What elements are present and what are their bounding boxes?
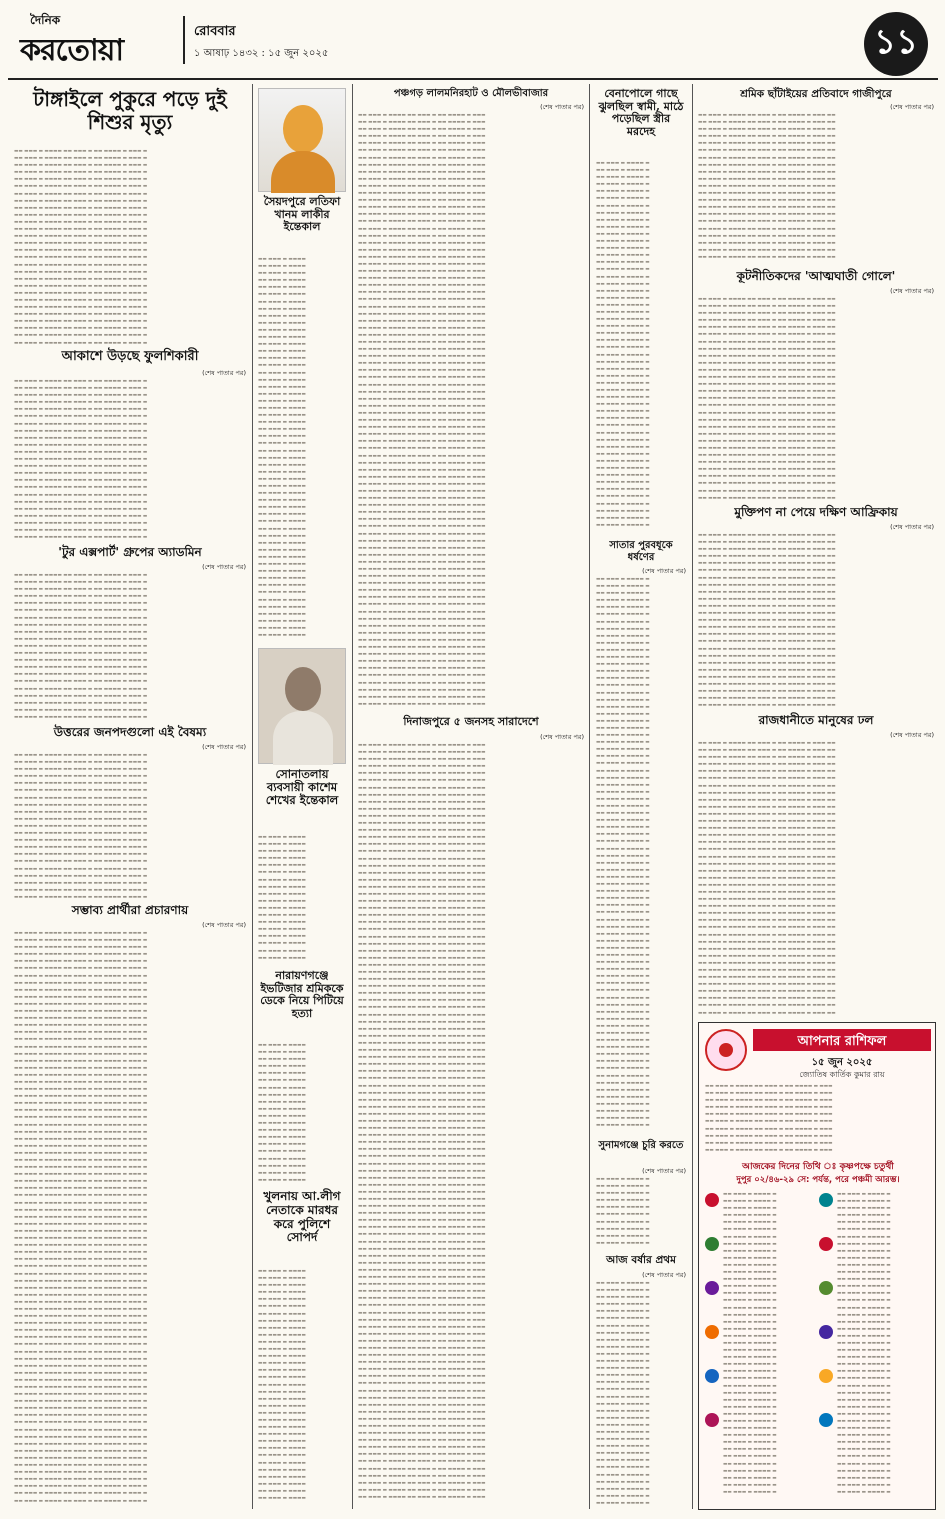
article-body: ▬▬ ▬▬▬ ▬ ▬▬▬▬ ▬▬ ▬▬▬ ▬ ▬▬▬▬ ▬▬ ▬▬▬ ▬ ▬▬▬▬ ▬▬ ▬▬▬ ▬ ▬▬▬▬ ▬▬ ▬▬▬ ▬ ▬▬▬▬ ▬▬ ▬▬▬ ▬ ▬▬▬▬ ▬▬ ▬▬▬ ▬ ▬▬▬▬ ▬▬ ▬▬▬ ▬ ▬▬▬▬ ▬▬ ▬▬▬ ▬ ▬▬▬▬ ▬▬ ▬▬▬ ▬ ▬▬▬▬ ▬▬ ▬▬▬ ▬ ▬▬▬▬ ▬▬ ▬▬▬ ▬ ▬▬▬▬ ▬▬ ▬▬▬ ▬ ▬▬▬▬ ▬▬ ▬▬▬ ▬ ▬▬▬▬ ▬▬ ▬▬▬ ▬ ▬▬▬▬ ▬▬ ▬▬▬ ▬ ▬▬▬▬ ▬▬ ▬▬▬ ▬ ▬▬▬▬ ▬▬ ▬▬▬ ▬ ▬▬▬▬ ▬▬ ▬▬▬ ▬ ▬▬▬▬ ▬▬ ▬▬▬ ▬ ▬▬▬▬ ▬▬ ▬▬▬ ▬ ▬▬▬▬ ▬▬ ▬▬▬ ▬ ▬▬▬▬ ▬▬ ▬▬▬ ▬ ▬▬▬▬ ▬▬ ▬▬▬ ▬ ▬▬▬▬ ▬▬ ▬▬▬ ▬ ▬▬▬▬ ▬▬ ▬▬▬ ▬ ▬▬▬▬ ▬▬ ▬▬▬ ▬ ▬▬▬▬ ▬▬ ▬▬▬ ▬ ▬▬▬▬ ▬▬ ▬▬▬ ▬ ▬▬▬▬ ▬▬ ▬▬▬ ▬ ▬▬▬▬ ▬▬ ▬▬▬ ▬ ▬▬▬▬ ▬▬ ▬▬▬ ▬ ▬▬▬▬ ▬▬ ▬▬▬ ▬ ▬▬▬▬ ▬▬ ▬▬▬ ▬ ▬▬▬▬ ▬▬ ▬▬▬ ▬ ▬▬▬▬ ▬▬ ▬▬▬ ▬ ▬▬▬▬ ▬▬ ▬▬▬ ▬ ▬▬▬▬ ▬▬ ▬▬▬ ▬ ▬▬▬▬ ▬▬ ▬▬▬ ▬ ▬▬▬▬ ▬▬ ▬▬▬ ▬ ▬▬▬▬ ▬▬ ▬▬▬ ▬ ▬▬▬▬ ▬▬ ▬▬▬ ▬ ▬▬▬▬ ▬▬ ▬▬▬ ▬ ▬▬▬▬ ▬▬ ▬▬▬ ▬ ▬▬▬▬ ▬▬ ▬▬▬ ▬ ▬▬▬▬ ▬▬ ▬▬▬ ▬ ▬▬▬▬ ▬▬ ▬▬▬ ▬ ▬▬▬▬ ▬▬ ▬▬▬ ▬ ▬▬▬▬ ▬▬ ▬▬▬ ▬ ▬▬▬▬ ▬▬ ▬▬▬ ▬ ▬▬▬▬ ▬▬ ▬▬▬ ▬ ▬▬▬▬ ▬▬ ▬▬▬ ▬ ▬▬▬▬ ▬▬ ▬▬▬ ▬ ▬▬▬▬ ▬▬ ▬▬▬ ▬ ▬▬▬▬ bbox=[258, 257, 306, 638]
article-body: ▬▬ ▬▬▬ ▬ ▬▬▬▬ ▬▬ ▬▬▬ ▬ ▬▬ ▬▬▬▬ ▬ ▬▬▬ ▬▬ ▬▬ ▬▬▬ ▬ ▬▬▬▬ ▬▬ ▬▬▬ ▬ ▬▬ ▬▬▬▬ ▬ ▬▬▬ ▬▬ ▬▬ ▬▬▬ ▬ ▬▬▬▬ ▬▬ ▬▬▬ ▬ ▬▬ ▬▬▬▬ ▬ ▬▬▬ ▬▬ ▬▬ ▬▬▬ ▬ ▬▬▬▬ ▬▬ ▬▬▬ ▬ ▬▬ ▬▬▬▬ ▬ ▬▬▬ ▬▬ ▬▬ ▬▬▬ ▬ ▬▬▬▬ ▬▬ ▬▬▬ ▬ ▬▬ ▬▬▬▬ ▬ ▬▬▬ ▬▬ ▬▬ ▬▬▬ ▬ ▬▬▬▬ ▬▬ ▬▬▬ ▬ ▬▬ ▬▬▬▬ ▬ ▬▬▬ ▬▬ ▬▬ ▬▬▬ ▬ ▬▬▬▬ ▬▬ ▬▬▬ ▬ ▬▬ ▬▬▬▬ ▬ ▬▬▬ ▬▬ ▬▬ ▬▬▬ ▬ ▬▬▬▬ ▬▬ ▬▬▬ ▬ ▬▬ ▬▬▬▬ ▬ ▬▬▬ ▬▬ ▬▬ ▬▬▬ ▬ ▬▬▬▬ ▬▬ ▬▬▬ ▬ ▬▬ ▬▬▬▬ ▬ ▬▬▬ ▬▬ ▬▬ ▬▬▬ ▬ ▬▬▬▬ ▬▬ ▬▬▬ ▬ ▬▬ ▬▬▬▬ ▬ ▬▬▬ ▬▬ ▬▬ ▬▬▬ ▬ ▬▬▬▬ ▬▬ ▬▬▬ ▬ ▬▬ ▬▬▬▬ ▬ ▬▬▬ ▬▬ ▬▬ ▬▬▬ ▬ ▬▬▬▬ ▬▬ ▬▬▬ ▬ ▬▬ ▬▬▬▬ ▬ ▬▬▬ ▬▬ ▬▬ ▬▬▬ ▬ ▬▬▬▬ ▬▬ ▬▬▬ ▬ ▬▬ ▬▬▬▬ ▬ ▬▬▬ ▬▬ ▬▬ ▬▬▬ ▬ ▬▬▬▬ ▬▬ ▬▬▬ ▬ ▬▬ ▬▬▬▬ ▬ ▬▬▬ ▬▬ ▬▬ ▬▬▬ ▬ ▬▬▬▬ ▬▬ ▬▬▬ ▬ ▬▬ ▬▬▬▬ ▬ ▬▬▬ ▬▬ ▬▬ ▬▬▬ ▬ ▬▬▬▬ ▬▬ ▬▬▬ ▬ ▬▬ ▬▬▬▬ ▬ ▬▬▬ ▬▬ ▬▬ ▬▬▬ ▬ ▬▬▬▬ ▬▬ ▬▬▬ ▬ ▬▬ ▬▬▬▬ ▬ ▬▬▬ ▬▬ ▬▬ ▬▬▬ ▬ ▬▬▬▬ ▬▬ ▬▬▬ ▬ ▬▬ ▬▬▬▬ ▬ ▬▬▬ ▬▬ ▬▬ ▬▬▬ ▬ ▬▬▬▬ ▬▬ ▬▬▬ ▬ ▬▬ ▬▬▬▬ ▬ ▬▬▬ ▬▬ ▬▬ ▬▬▬ ▬ ▬▬▬▬ ▬▬ ▬▬▬ ▬ ▬▬ ▬▬▬▬ ▬ ▬▬▬ ▬▬ ▬▬ ▬▬▬ ▬ ▬▬▬▬ ▬▬ ▬▬▬ ▬ ▬▬ ▬▬▬▬ ▬ ▬▬▬ ▬▬ ▬▬ ▬▬▬ ▬ ▬▬▬▬ ▬▬ ▬▬▬ ▬ ▬▬ ▬▬▬▬ ▬ ▬▬▬ ▬▬ ▬▬ ▬▬▬ ▬ ▬▬▬▬ ▬▬ ▬▬▬ ▬ ▬▬ ▬▬▬▬ ▬ ▬▬▬ ▬▬ ▬▬ ▬▬▬ ▬ ▬▬▬▬ ▬▬ ▬▬▬ ▬ ▬▬ ▬▬▬▬ ▬ ▬▬▬ ▬▬ ▬▬ ▬▬▬ ▬ ▬▬▬▬ ▬▬ ▬▬▬ ▬ ▬▬ ▬▬▬▬ ▬ ▬▬▬ ▬▬ bbox=[698, 533, 836, 709]
column-rule bbox=[692, 84, 693, 1509]
horoscope-title: আপনার রাশিফল bbox=[797, 1034, 887, 1049]
zodiac-taurus-icon bbox=[705, 1237, 719, 1251]
masthead-rule bbox=[8, 78, 938, 80]
headline-diplomats: কূটনীতিকদের 'আত্মঘাতী গোলে' bbox=[736, 269, 896, 283]
column-rule bbox=[352, 84, 353, 1509]
headline-benapole: বেনাপোলে গাছে ঝুলছিল স্বামী, মাঠে পড়েছিল স্ত্রীর মরদেহ bbox=[598, 87, 684, 138]
headline-narayanganj: নারায়ণগঞ্জে ইভটিজার শ্রমিককে ডেকে নিয়ে পিটিয়ে হত্যা bbox=[260, 969, 344, 1020]
zodiac-capricorn-icon bbox=[819, 1325, 833, 1339]
headline-tour-expert: 'টুর এক্সপার্ট' গ্রুপের অ্যাডমিন bbox=[58, 545, 202, 559]
horoscope-tithi: আজকের দিনের তিথি ঃ কৃষ্ণপক্ষে চতুর্থী bbox=[742, 1162, 894, 1172]
masthead-divider bbox=[183, 16, 185, 64]
zodiac-aquarius-icon bbox=[819, 1369, 833, 1383]
column-rule bbox=[252, 84, 253, 1509]
masthead-dainik: দৈনিক bbox=[30, 13, 61, 27]
horoscope-box bbox=[698, 1022, 936, 1510]
headline-obituary-kashem: সোনাতলায় ব্যবসায়ী কাশেম শেখের ইন্তেকাল bbox=[265, 767, 339, 808]
zodiac-gemini-icon bbox=[705, 1281, 719, 1295]
zodiac-leo-icon bbox=[705, 1369, 719, 1383]
horoscope-left-text: ▬▬ ▬▬▬ ▬ ▬▬▬▬ ▬ ▬▬ ▬▬▬ ▬ ▬▬▬▬ ▬ ▬▬ ▬▬▬ ▬ ▬▬▬▬ ▬ ▬▬ ▬▬▬ ▬ ▬▬▬▬ ▬ ▬▬ ▬▬▬ ▬ ▬▬▬▬ ▬ ▬▬ ▬▬▬ ▬ ▬▬▬▬ ▬ ▬▬ ▬▬▬ ▬ ▬▬▬▬ ▬ ▬▬ ▬▬▬ ▬ ▬▬▬▬ ▬ ▬▬ ▬▬▬ ▬ ▬▬▬▬ ▬ ▬▬ ▬▬▬ ▬ ▬▬▬▬ ▬ ▬▬ ▬▬▬ ▬ ▬▬▬▬ ▬ ▬▬ ▬▬▬ ▬ ▬▬▬▬ ▬ ▬▬ ▬▬▬ ▬ ▬▬▬▬ ▬ ▬▬ ▬▬▬ ▬ ▬▬▬▬ ▬ ▬▬ ▬▬▬ ▬ ▬▬▬▬ ▬ ▬▬ ▬▬▬ ▬ ▬▬▬▬ ▬ ▬▬ ▬▬▬ ▬ ▬▬▬▬ ▬ ▬▬ ▬▬▬ ▬ ▬▬▬▬ ▬ ▬▬ ▬▬▬ ▬ ▬▬▬▬ ▬ ▬▬ ▬▬▬ ▬ ▬▬▬▬ ▬ ▬▬ ▬▬▬ ▬ ▬▬▬▬ ▬ ▬▬ ▬▬▬ ▬ ▬▬▬▬ ▬ ▬▬ ▬▬▬ ▬ ▬▬▬▬ ▬ ▬▬ ▬▬▬ ▬ ▬▬▬▬ ▬ ▬▬ ▬▬▬ ▬ ▬▬▬▬ ▬ ▬▬ ▬▬▬ ▬ ▬▬▬▬ ▬ ▬▬ ▬▬▬ ▬ ▬▬▬▬ ▬ ▬▬ ▬▬▬ ▬ ▬▬▬▬ ▬ ▬▬ ▬▬▬ ▬ ▬▬▬▬ ▬ ▬▬ ▬▬▬ ▬ ▬▬▬▬ ▬ ▬▬ ▬▬▬ ▬ ▬▬▬▬ ▬ ▬▬ ▬▬▬ ▬ ▬▬▬▬ ▬ ▬▬ ▬▬▬ ▬ ▬▬▬▬ ▬ ▬▬ ▬▬▬ ▬ ▬▬▬▬ ▬ ▬▬ ▬▬▬ ▬ ▬▬▬▬ ▬ ▬▬ ▬▬▬ ▬ ▬▬▬▬ ▬ ▬▬ ▬▬▬ ▬ ▬▬▬▬ ▬ ▬▬ ▬▬▬ ▬ ▬▬▬▬ ▬ ▬▬ ▬▬▬ ▬ ▬▬▬▬ ▬ ▬▬ ▬▬▬ ▬ ▬▬▬▬ ▬ ▬▬ ▬▬▬ ▬ ▬▬▬▬ ▬ ▬▬ ▬▬▬ ▬ ▬▬▬▬ ▬ ▬▬ ▬▬▬ ▬ ▬▬▬▬ ▬ bbox=[723, 1192, 777, 1495]
headline-north-discrimination: উত্তরের জনপদগুলো এই বৈষম্য bbox=[53, 725, 207, 739]
headline-tangail: টাঙ্গাইলে পুকুরে পড়ে দুই শিশুর মৃত্যু bbox=[33, 87, 227, 134]
page-number: ১১ bbox=[864, 12, 928, 76]
horoscope-right-text: ▬▬ ▬▬▬ ▬ ▬▬▬▬ ▬ ▬▬ ▬▬▬ ▬ ▬▬▬▬ ▬ ▬▬ ▬▬▬ ▬ ▬▬▬▬ ▬ ▬▬ ▬▬▬ ▬ ▬▬▬▬ ▬ ▬▬ ▬▬▬ ▬ ▬▬▬▬ ▬ ▬▬ ▬▬▬ ▬ ▬▬▬▬ ▬ ▬▬ ▬▬▬ ▬ ▬▬▬▬ ▬ ▬▬ ▬▬▬ ▬ ▬▬▬▬ ▬ ▬▬ ▬▬▬ ▬ ▬▬▬▬ ▬ ▬▬ ▬▬▬ ▬ ▬▬▬▬ ▬ ▬▬ ▬▬▬ ▬ ▬▬▬▬ ▬ ▬▬ ▬▬▬ ▬ ▬▬▬▬ ▬ ▬▬ ▬▬▬ ▬ ▬▬▬▬ ▬ ▬▬ ▬▬▬ ▬ ▬▬▬▬ ▬ ▬▬ ▬▬▬ ▬ ▬▬▬▬ ▬ ▬▬ ▬▬▬ ▬ ▬▬▬▬ ▬ ▬▬ ▬▬▬ ▬ ▬▬▬▬ ▬ ▬▬ ▬▬▬ ▬ ▬▬▬▬ ▬ ▬▬ ▬▬▬ ▬ ▬▬▬▬ ▬ ▬▬ ▬▬▬ ▬ ▬▬▬▬ ▬ ▬▬ ▬▬▬ ▬ ▬▬▬▬ ▬ ▬▬ ▬▬▬ ▬ ▬▬▬▬ ▬ ▬▬ ▬▬▬ ▬ ▬▬▬▬ ▬ ▬▬ ▬▬▬ ▬ ▬▬▬▬ ▬ ▬▬ ▬▬▬ ▬ ▬▬▬▬ ▬ ▬▬ ▬▬▬ ▬ ▬▬▬▬ ▬ ▬▬ ▬▬▬ ▬ ▬▬▬▬ ▬ ▬▬ ▬▬▬ ▬ ▬▬▬▬ ▬ ▬▬ ▬▬▬ ▬ ▬▬▬▬ ▬ ▬▬ ▬▬▬ ▬ ▬▬▬▬ ▬ ▬▬ ▬▬▬ ▬ ▬▬▬▬ ▬ ▬▬ ▬▬▬ ▬ ▬▬▬▬ ▬ ▬▬ ▬▬▬ ▬ ▬▬▬▬ ▬ ▬▬ ▬▬▬ ▬ ▬▬▬▬ ▬ ▬▬ ▬▬▬ ▬ ▬▬▬▬ ▬ ▬▬ ▬▬▬ ▬ ▬▬▬▬ ▬ ▬▬ ▬▬▬ ▬ ▬▬▬▬ ▬ ▬▬ ▬▬▬ ▬ ▬▬▬▬ ▬ ▬▬ ▬▬▬ ▬ ▬▬▬▬ ▬ ▬▬ ▬▬▬ ▬ ▬▬▬▬ ▬ ▬▬ ▬▬▬ ▬ ▬▬▬▬ ▬ ▬▬ ▬▬▬ ▬ ▬▬▬▬ ▬ ▬▬ ▬▬▬ ▬ ▬▬▬▬ ▬ bbox=[837, 1192, 891, 1495]
headline-sunamganj: সুনামগঞ্জে চুরি করতে bbox=[598, 1140, 684, 1151]
continued-note: (শেষ পাতার পর) bbox=[540, 733, 584, 741]
article-body: ▬▬ ▬▬▬ ▬ ▬▬▬▬ ▬▬ ▬▬▬ ▬ ▬▬ ▬▬▬▬ ▬ ▬▬▬ ▬▬ ▬▬ ▬▬▬ ▬ ▬▬▬▬ ▬▬ ▬▬▬ ▬ ▬▬ ▬▬▬▬ ▬ ▬▬▬ ▬▬ ▬▬ ▬▬▬ ▬ ▬▬▬▬ ▬▬ ▬▬▬ ▬ ▬▬ ▬▬▬▬ ▬ ▬▬▬ ▬▬ ▬▬ ▬▬▬ ▬ ▬▬▬▬ ▬▬ ▬▬▬ ▬ ▬▬ ▬▬▬▬ ▬ ▬▬▬ ▬▬ ▬▬ ▬▬▬ ▬ ▬▬▬▬ ▬▬ ▬▬▬ ▬ ▬▬ ▬▬▬▬ ▬ ▬▬▬ ▬▬ ▬▬ ▬▬▬ ▬ ▬▬▬▬ ▬▬ ▬▬▬ ▬ ▬▬ ▬▬▬▬ ▬ ▬▬▬ ▬▬ ▬▬ ▬▬▬ ▬ ▬▬▬▬ ▬▬ ▬▬▬ ▬ ▬▬ ▬▬▬▬ ▬ ▬▬▬ ▬▬ ▬▬ ▬▬▬ ▬ ▬▬▬▬ ▬▬ ▬▬▬ ▬ ▬▬ ▬▬▬▬ ▬ ▬▬▬ ▬▬ ▬▬ ▬▬▬ ▬ ▬▬▬▬ ▬▬ ▬▬▬ ▬ ▬▬ ▬▬▬▬ ▬ ▬▬▬ ▬▬ ▬▬ ▬▬▬ ▬ ▬▬▬▬ ▬▬ ▬▬▬ ▬ ▬▬ ▬▬▬▬ ▬ ▬▬▬ ▬▬ ▬▬ ▬▬▬ ▬ ▬▬▬▬ ▬▬ ▬▬▬ ▬ ▬▬ ▬▬▬▬ ▬ ▬▬▬ ▬▬ ▬▬ ▬▬▬ ▬ ▬▬▬▬ ▬▬ ▬▬▬ ▬ ▬▬ ▬▬▬▬ ▬ ▬▬▬ ▬▬ ▬▬ ▬▬▬ ▬ ▬▬▬▬ ▬▬ ▬▬▬ ▬ ▬▬ ▬▬▬▬ ▬ ▬▬▬ ▬▬ ▬▬ ▬▬▬ ▬ ▬▬▬▬ ▬▬ ▬▬▬ ▬ ▬▬ ▬▬▬▬ ▬ ▬▬▬ ▬▬ ▬▬ ▬▬▬ ▬ ▬▬▬▬ ▬▬ ▬▬▬ ▬ ▬▬ ▬▬▬▬ ▬ ▬▬▬ ▬▬ ▬▬ ▬▬▬ ▬ ▬▬▬▬ ▬▬ ▬▬▬ ▬ ▬▬ ▬▬▬▬ ▬ ▬▬▬ ▬▬ ▬▬ ▬▬▬ ▬ ▬▬▬▬ ▬▬ ▬▬▬ ▬ ▬▬ ▬▬▬▬ ▬ ▬▬▬ ▬▬ ▬▬ ▬▬▬ ▬ ▬▬▬▬ ▬▬ ▬▬▬ ▬ ▬▬ ▬▬▬▬ ▬ ▬▬▬ ▬▬ ▬▬ ▬▬▬ ▬ ▬▬▬▬ ▬▬ ▬▬▬ ▬ ▬▬ ▬▬▬▬ ▬ ▬▬▬ ▬▬ ▬▬ ▬▬▬ ▬ ▬▬▬▬ ▬▬ ▬▬▬ ▬ ▬▬ ▬▬▬▬ ▬ ▬▬▬ ▬▬ ▬▬ ▬▬▬ ▬ ▬▬▬▬ ▬▬ ▬▬▬ ▬ ▬▬ ▬▬▬▬ ▬ ▬▬▬ ▬▬ ▬▬ ▬▬▬ ▬ ▬▬▬▬ ▬▬ ▬▬▬ ▬ ▬▬ ▬▬▬▬ ▬ ▬▬▬ ▬▬ ▬▬ ▬▬▬ ▬ ▬▬▬▬ ▬▬ ▬▬▬ ▬ ▬▬ ▬▬▬▬ ▬ ▬▬▬ ▬▬ ▬▬ ▬▬▬ ▬ ▬▬▬▬ ▬▬ ▬▬▬ ▬ ▬▬ ▬▬▬▬ ▬ ▬▬▬ ▬▬ ▬▬ ▬▬▬ ▬ ▬▬▬▬ ▬▬ ▬▬▬ ▬ ▬▬ ▬▬▬▬ ▬ ▬▬▬ ▬▬ ▬▬ ▬▬▬ ▬ ▬▬▬▬ ▬▬ ▬▬▬ ▬ ▬▬ ▬▬▬▬ ▬ ▬▬▬ ▬▬ ▬▬ ▬▬▬ ▬ ▬▬▬▬ ▬▬ ▬▬▬ ▬ ▬▬ ▬▬▬▬ ▬ ▬▬▬ ▬▬ ▬▬ ▬▬▬ ▬ ▬▬▬▬ ▬▬ ▬▬▬ ▬ ▬▬ ▬▬▬▬ ▬ ▬▬▬ ▬▬ ▬▬ ▬▬▬ ▬ ▬▬▬▬ ▬▬ ▬▬▬ ▬ ▬▬ ▬▬▬▬ ▬ ▬▬▬ ▬▬ ▬▬ ▬▬▬ ▬ ▬▬▬▬ ▬▬ ▬▬▬ ▬ ▬▬ ▬▬▬▬ ▬ ▬▬▬ ▬▬ ▬▬ ▬▬▬ ▬ ▬▬▬▬ ▬▬ ▬▬▬ ▬ ▬▬ ▬▬▬▬ ▬ ▬▬▬ ▬▬ ▬▬ ▬▬▬ ▬ ▬▬▬▬ ▬▬ ▬▬▬ ▬ ▬▬ ▬▬▬▬ ▬ ▬▬▬ ▬▬ ▬▬ ▬▬▬ ▬ ▬▬▬▬ ▬▬ ▬▬▬ ▬ ▬▬ ▬▬▬▬ ▬ ▬▬▬ ▬▬ ▬▬ ▬▬▬ ▬ ▬▬▬▬ ▬▬ ▬▬▬ ▬ ▬▬ ▬▬▬▬ ▬ ▬▬▬ ▬▬ ▬▬ ▬▬▬ ▬ ▬▬▬▬ ▬▬ ▬▬▬ ▬ ▬▬ ▬▬▬▬ ▬ ▬▬▬ ▬▬ ▬▬ ▬▬▬ ▬ ▬▬▬▬ ▬▬ ▬▬▬ ▬ ▬▬ ▬▬▬▬ ▬ ▬▬▬ ▬▬ ▬▬ ▬▬▬ ▬ ▬▬▬▬ ▬▬ ▬▬▬ ▬ ▬▬ ▬▬▬▬ ▬ ▬▬▬ ▬▬ ▬▬ ▬▬▬ ▬ ▬▬▬▬ ▬▬ ▬▬▬ ▬ ▬▬ ▬▬▬▬ ▬ ▬▬▬ ▬▬ ▬▬ ▬▬▬ ▬ ▬▬▬▬ ▬▬ ▬▬▬ ▬ ▬▬ ▬▬▬▬ ▬ ▬▬▬ ▬▬ bbox=[698, 741, 836, 1016]
headline-khulna: খুলনায় আ.লীগ নেতাকে মারধর করে পুলিশে সোপর্দ bbox=[263, 1189, 341, 1245]
continued-note: (শেষ পাতার পর) bbox=[890, 103, 934, 111]
masthead-name: করতোয়া bbox=[20, 33, 124, 68]
continued-note: (শেষ পাতার পর) bbox=[540, 103, 584, 111]
article-body: ▬▬ ▬▬▬ ▬ ▬▬▬▬ ▬▬ ▬▬▬ ▬ ▬▬▬▬ ▬▬ ▬▬▬ ▬ ▬▬▬▬ ▬▬ ▬▬▬ ▬ ▬▬▬▬ ▬▬ ▬▬▬ ▬ ▬▬▬▬ ▬▬ ▬▬▬ ▬ ▬▬▬▬ ▬▬ ▬▬▬ ▬ ▬▬▬▬ ▬▬ ▬▬▬ ▬ ▬▬▬▬ ▬▬ ▬▬▬ ▬ ▬▬▬▬ ▬▬ ▬▬▬ ▬ ▬▬▬▬ ▬▬ ▬▬▬ ▬ ▬▬▬▬ ▬▬ ▬▬▬ ▬ ▬▬▬▬ ▬▬ ▬▬▬ ▬ ▬▬▬▬ ▬▬ ▬▬▬ ▬ ▬▬▬▬ ▬▬ ▬▬▬ ▬ ▬▬▬▬ ▬▬ ▬▬▬ ▬ ▬▬▬▬ ▬▬ ▬▬▬ ▬ ▬▬▬▬ ▬▬ ▬▬▬ ▬ ▬▬▬▬ ▬▬ ▬▬▬ ▬ ▬▬▬▬ ▬▬ ▬▬▬ ▬ ▬▬▬▬ bbox=[258, 1043, 306, 1183]
continued-note: (শেষ পাতার পর) bbox=[890, 523, 934, 531]
article-body: ▬▬ ▬▬▬ ▬ ▬▬▬▬ ▬▬ ▬▬▬ ▬ ▬▬ ▬▬▬▬ ▬ ▬▬▬ ▬ ▬▬ ▬▬▬ ▬ ▬▬▬▬ ▬▬ ▬▬▬ ▬ ▬▬ ▬▬▬▬ ▬ ▬▬▬ ▬ ▬▬ ▬▬▬ ▬ ▬▬▬▬ ▬▬ ▬▬▬ ▬ ▬▬ ▬▬▬▬ ▬ ▬▬▬ ▬ ▬▬ ▬▬▬ ▬ ▬▬▬▬ ▬▬ ▬▬▬ ▬ ▬▬ ▬▬▬▬ ▬ ▬▬▬ ▬ ▬▬ ▬▬▬ ▬ ▬▬▬▬ ▬▬ ▬▬▬ ▬ ▬▬ ▬▬▬▬ ▬ ▬▬▬ ▬ ▬▬ ▬▬▬ ▬ ▬▬▬▬ ▬▬ ▬▬▬ ▬ ▬▬ ▬▬▬▬ ▬ ▬▬▬ ▬ ▬▬ ▬▬▬ ▬ ▬▬▬▬ ▬▬ ▬▬▬ ▬ ▬▬ ▬▬▬▬ ▬ ▬▬▬ ▬ ▬▬ ▬▬▬ ▬ ▬▬▬▬ ▬▬ ▬▬▬ ▬ ▬▬ ▬▬▬▬ ▬ ▬▬▬ ▬ ▬▬ ▬▬▬ ▬ ▬▬▬▬ ▬▬ ▬▬▬ ▬ ▬▬ ▬▬▬▬ ▬ ▬▬▬ ▬ ▬▬ ▬▬▬ ▬ ▬▬▬▬ ▬▬ ▬▬▬ ▬ ▬▬ ▬▬▬▬ ▬ ▬▬▬ ▬ ▬▬ ▬▬▬ ▬ ▬▬▬▬ ▬▬ ▬▬▬ ▬ ▬▬ ▬▬▬▬ ▬ ▬▬▬ ▬ ▬▬ ▬▬▬ ▬ ▬▬▬▬ ▬▬ ▬▬▬ ▬ ▬▬ ▬▬▬▬ ▬ ▬▬▬ ▬ ▬▬ ▬▬▬ ▬ ▬▬▬▬ ▬▬ ▬▬▬ ▬ ▬▬ ▬▬▬▬ ▬ ▬▬▬ ▬ ▬▬ ▬▬▬ ▬ ▬▬▬▬ ▬▬ ▬▬▬ ▬ ▬▬ ▬▬▬▬ ▬ ▬▬▬ ▬ ▬▬ ▬▬▬ ▬ ▬▬▬▬ ▬▬ ▬▬▬ ▬ ▬▬ ▬▬▬▬ ▬ ▬▬▬ ▬ ▬▬ ▬▬▬ ▬ ▬▬▬▬ ▬▬ ▬▬▬ ▬ ▬▬ ▬▬▬▬ ▬ ▬▬▬ ▬ ▬▬ ▬▬▬ ▬ ▬▬▬▬ ▬▬ ▬▬▬ ▬ ▬▬ ▬▬▬▬ ▬ ▬▬▬ ▬ ▬▬ ▬▬▬ ▬ ▬▬▬▬ ▬▬ ▬▬▬ ▬ ▬▬ ▬▬▬▬ ▬ ▬▬▬ ▬ ▬▬ ▬▬▬ ▬ ▬▬▬▬ ▬▬ ▬▬▬ ▬ ▬▬ ▬▬▬▬ ▬ ▬▬▬ ▬ ▬▬ ▬▬▬ ▬ ▬▬▬▬ ▬▬ ▬▬▬ ▬ ▬▬ ▬▬▬▬ ▬ ▬▬▬ ▬ ▬▬ ▬▬▬ ▬ ▬▬▬▬ ▬▬ ▬▬▬ ▬ ▬▬ ▬▬▬▬ ▬ ▬▬▬ ▬ ▬▬ ▬▬▬ ▬ ▬▬▬▬ ▬▬ ▬▬▬ ▬ ▬▬ ▬▬▬▬ ▬ ▬▬▬ ▬ ▬▬ ▬▬▬ ▬ ▬▬▬▬ ▬▬ ▬▬▬ ▬ ▬▬ ▬▬▬▬ ▬ ▬▬▬ ▬ ▬▬ ▬▬▬ ▬ ▬▬▬▬ ▬▬ ▬▬▬ ▬ ▬▬ ▬▬▬▬ ▬ ▬▬▬ ▬ ▬▬ ▬▬▬ ▬ ▬▬▬▬ ▬▬ ▬▬▬ ▬ ▬▬ ▬▬▬▬ ▬ ▬▬▬ ▬ ▬▬ ▬▬▬ ▬ ▬▬▬▬ ▬▬ ▬▬▬ ▬ ▬▬ ▬▬▬▬ ▬ ▬▬▬ ▬ ▬▬ ▬▬▬ ▬ ▬▬▬▬ ▬▬ ▬▬▬ ▬ ▬▬ ▬▬▬▬ ▬ ▬▬▬ ▬ ▬▬ ▬▬▬ ▬ ▬▬▬▬ ▬▬ ▬▬▬ ▬ ▬▬ ▬▬▬▬ ▬ ▬▬▬ ▬ bbox=[14, 149, 148, 346]
headline-monsoon: আজ বর্ষার প্রথম bbox=[606, 1254, 676, 1266]
article-body: ▬▬ ▬▬▬ ▬ ▬▬▬▬ ▬▬ ▬▬▬ ▬ ▬▬ ▬▬▬▬ ▬ ▬▬▬ ▬ ▬▬ ▬▬▬ ▬ ▬▬▬▬ ▬▬ ▬▬▬ ▬ ▬▬ ▬▬▬▬ ▬ ▬▬▬ ▬ ▬▬ ▬▬▬ ▬ ▬▬▬▬ ▬▬ ▬▬▬ ▬ ▬▬ ▬▬▬▬ ▬ ▬▬▬ ▬ ▬▬ ▬▬▬ ▬ ▬▬▬▬ ▬▬ ▬▬▬ ▬ ▬▬ ▬▬▬▬ ▬ ▬▬▬ ▬ ▬▬ ▬▬▬ ▬ ▬▬▬▬ ▬▬ ▬▬▬ ▬ ▬▬ ▬▬▬▬ ▬ ▬▬▬ ▬ ▬▬ ▬▬▬ ▬ ▬▬▬▬ ▬▬ ▬▬▬ ▬ ▬▬ ▬▬▬▬ ▬ ▬▬▬ ▬ ▬▬ ▬▬▬ ▬ ▬▬▬▬ ▬▬ ▬▬▬ ▬ ▬▬ ▬▬▬▬ ▬ ▬▬▬ ▬ ▬▬ ▬▬▬ ▬ ▬▬▬▬ ▬▬ ▬▬▬ ▬ ▬▬ ▬▬▬▬ ▬ ▬▬▬ ▬ ▬▬ ▬▬▬ ▬ ▬▬▬▬ ▬▬ ▬▬▬ ▬ ▬▬ ▬▬▬▬ ▬ ▬▬▬ ▬ ▬▬ ▬▬▬ ▬ ▬▬▬▬ ▬▬ ▬▬▬ ▬ ▬▬ ▬▬▬▬ ▬ ▬▬▬ ▬ ▬▬ ▬▬▬ ▬ ▬▬▬▬ ▬▬ ▬▬▬ ▬ ▬▬ ▬▬▬▬ ▬ ▬▬▬ ▬ ▬▬ ▬▬▬ ▬ ▬▬▬▬ ▬▬ ▬▬▬ ▬ ▬▬ ▬▬▬▬ ▬ ▬▬▬ ▬ ▬▬ ▬▬▬ ▬ ▬▬▬▬ ▬▬ ▬▬▬ ▬ ▬▬ ▬▬▬▬ ▬ ▬▬▬ ▬ ▬▬ ▬▬▬ ▬ ▬▬▬▬ ▬▬ ▬▬▬ ▬ ▬▬ ▬▬▬▬ ▬ ▬▬▬ ▬ ▬▬ ▬▬▬ ▬ ▬▬▬▬ ▬▬ ▬▬▬ ▬ ▬▬ ▬▬▬▬ ▬ ▬▬▬ ▬ ▬▬ ▬▬▬ ▬ ▬▬▬▬ ▬▬ ▬▬▬ ▬ ▬▬ ▬▬▬▬ ▬ ▬▬▬ ▬ ▬▬ ▬▬▬ ▬ ▬▬▬▬ ▬▬ ▬▬▬ ▬ ▬▬ ▬▬▬▬ ▬ ▬▬▬ ▬ ▬▬ ▬▬▬ ▬ ▬▬▬▬ ▬▬ ▬▬▬ ▬ ▬▬ ▬▬▬▬ ▬ ▬▬▬ ▬ ▬▬ ▬▬▬ ▬ ▬▬▬▬ ▬▬ ▬▬▬ ▬ ▬▬ ▬▬▬▬ ▬ ▬▬▬ ▬ ▬▬ ▬▬▬ ▬ ▬▬▬▬ ▬▬ ▬▬▬ ▬ ▬▬ ▬▬▬▬ ▬ ▬▬▬ ▬ ▬▬ ▬▬▬ ▬ ▬▬▬▬ ▬▬ ▬▬▬ ▬ ▬▬ ▬▬▬▬ ▬ ▬▬▬ ▬ ▬▬ ▬▬▬ ▬ ▬▬▬▬ ▬▬ ▬▬▬ ▬ ▬▬ ▬▬▬▬ ▬ ▬▬▬ ▬ ▬▬ ▬▬▬ ▬ ▬▬▬▬ ▬▬ ▬▬▬ ▬ ▬▬ ▬▬▬▬ ▬ ▬▬▬ ▬ bbox=[14, 379, 148, 541]
article-body: ▬▬ ▬▬▬ ▬ ▬▬▬▬ ▬▬ ▬▬▬ ▬ ▬▬▬▬ ▬▬ ▬▬▬ ▬ ▬▬▬▬ ▬▬ ▬▬▬ ▬ ▬▬▬▬ ▬▬ ▬▬▬ ▬ ▬▬▬▬ ▬▬ ▬▬▬ ▬ ▬▬▬▬ ▬▬ ▬▬▬ ▬ ▬▬▬▬ ▬▬ ▬▬▬ ▬ ▬▬▬▬ ▬▬ ▬▬▬ ▬ ▬▬▬▬ ▬▬ ▬▬▬ ▬ ▬▬▬▬ ▬▬ ▬▬▬ ▬ ▬▬▬▬ ▬▬ ▬▬▬ ▬ ▬▬▬▬ ▬▬ ▬▬▬ ▬ ▬▬▬▬ ▬▬ ▬▬▬ ▬ ▬▬▬▬ ▬▬ ▬▬▬ ▬ ▬▬▬▬ ▬▬ ▬▬▬ ▬ ▬▬▬▬ ▬▬ ▬▬▬ ▬ ▬▬▬▬ ▬▬ ▬▬▬ ▬ ▬▬▬▬ ▬▬ ▬▬▬ ▬ ▬▬▬▬ ▬▬ ▬▬▬ ▬ ▬▬▬▬ ▬▬ ▬▬▬ ▬ ▬▬▬▬ ▬▬ ▬▬▬ ▬ ▬▬▬▬ ▬▬ ▬▬▬ ▬ ▬▬▬▬ ▬▬ ▬▬▬ ▬ ▬▬▬▬ ▬▬ ▬▬▬ ▬ ▬▬▬▬ ▬▬ ▬▬▬ ▬ ▬▬▬▬ ▬▬ ▬▬▬ ▬ ▬▬▬▬ ▬▬ ▬▬▬ ▬ ▬▬▬▬ ▬▬ ▬▬▬ ▬ ▬▬▬▬ ▬▬ ▬▬▬ ▬ ▬▬▬▬ ▬▬ ▬▬▬ ▬ ▬▬▬▬ ▬▬ ▬▬▬ ▬ ▬▬▬▬ ▬▬ ▬▬▬ ▬ ▬▬▬▬ bbox=[258, 1269, 306, 1501]
horoscope-emblem bbox=[705, 1029, 747, 1071]
headline-gazipur: শ্রমিক ছাঁটাইয়ের প্রতিবাদে গাজীপুরে bbox=[740, 88, 892, 100]
masthead-date: ১ আষাঢ় ১৪৩২ : ১৫ জুন ২০২৫ bbox=[194, 48, 329, 59]
article-body: ▬▬ ▬▬▬ ▬ ▬▬▬▬ ▬▬ ▬▬▬ ▬ ▬▬ ▬▬▬▬ ▬ ▬▬▬ ▬ ▬▬ ▬▬▬ ▬ ▬▬▬▬ ▬▬ ▬▬▬ ▬ ▬▬ ▬▬▬▬ ▬ ▬▬▬ ▬ ▬▬ ▬▬▬ ▬ ▬▬▬▬ ▬▬ ▬▬▬ ▬ ▬▬ ▬▬▬▬ ▬ ▬▬▬ ▬ ▬▬ ▬▬▬ ▬ ▬▬▬▬ ▬▬ ▬▬▬ ▬ ▬▬ ▬▬▬▬ ▬ ▬▬▬ ▬ ▬▬ ▬▬▬ ▬ ▬▬▬▬ ▬▬ ▬▬▬ ▬ ▬▬ ▬▬▬▬ ▬ ▬▬▬ ▬ ▬▬ ▬▬▬ ▬ ▬▬▬▬ ▬▬ ▬▬▬ ▬ ▬▬ ▬▬▬▬ ▬ ▬▬▬ ▬ ▬▬ ▬▬▬ ▬ ▬▬▬▬ ▬▬ ▬▬▬ ▬ ▬▬ ▬▬▬▬ ▬ ▬▬▬ ▬ ▬▬ ▬▬▬ ▬ ▬▬▬▬ ▬▬ ▬▬▬ ▬ ▬▬ ▬▬▬▬ ▬ ▬▬▬ ▬ ▬▬ ▬▬▬ ▬ ▬▬▬▬ ▬▬ ▬▬▬ ▬ ▬▬ ▬▬▬▬ ▬ ▬▬▬ ▬ ▬▬ ▬▬▬ ▬ ▬▬▬▬ ▬▬ ▬▬▬ ▬ ▬▬ ▬▬▬▬ ▬ ▬▬▬ ▬ ▬▬ ▬▬▬ ▬ ▬▬▬▬ ▬▬ ▬▬▬ ▬ ▬▬ ▬▬▬▬ ▬ ▬▬▬ ▬ ▬▬ ▬▬▬ ▬ ▬▬▬▬ ▬▬ ▬▬▬ ▬ ▬▬ ▬▬▬▬ ▬ ▬▬▬ ▬ ▬▬ ▬▬▬ ▬ ▬▬▬▬ ▬▬ ▬▬▬ ▬ ▬▬ ▬▬▬▬ ▬ ▬▬▬ ▬ ▬▬ ▬▬▬ ▬ ▬▬▬▬ ▬▬ ▬▬▬ ▬ ▬▬ ▬▬▬▬ ▬ ▬▬▬ ▬ ▬▬ ▬▬▬ ▬ ▬▬▬▬ ▬▬ ▬▬▬ ▬ ▬▬ ▬▬▬▬ ▬ ▬▬▬ ▬ ▬▬ ▬▬▬ ▬ ▬▬▬▬ ▬▬ ▬▬▬ ▬ ▬▬ ▬▬▬▬ ▬ ▬▬▬ ▬ ▬▬ ▬▬▬ ▬ ▬▬▬▬ ▬▬ ▬▬▬ ▬ ▬▬ ▬▬▬▬ ▬ ▬▬▬ ▬ ▬▬ ▬▬▬ ▬ ▬▬▬▬ ▬▬ ▬▬▬ ▬ ▬▬ ▬▬▬▬ ▬ ▬▬▬ ▬ ▬▬ ▬▬▬ ▬ ▬▬▬▬ ▬▬ ▬▬▬ ▬ ▬▬ ▬▬▬▬ ▬ ▬▬▬ ▬ ▬▬ ▬▬▬ ▬ ▬▬▬▬ ▬▬ ▬▬▬ ▬ ▬▬ ▬▬▬▬ ▬ ▬▬▬ ▬ ▬▬ ▬▬▬ ▬ ▬▬▬▬ ▬▬ ▬▬▬ ▬ ▬▬ ▬▬▬▬ ▬ ▬▬▬ ▬ ▬▬ ▬▬▬ ▬ ▬▬▬▬ ▬▬ ▬▬▬ ▬ ▬▬ ▬▬▬▬ ▬ ▬▬▬ ▬ ▬▬ ▬▬▬ ▬ ▬▬▬▬ ▬▬ ▬▬▬ ▬ ▬▬ ▬▬▬▬ ▬ ▬▬▬ ▬ ▬▬ ▬▬▬ ▬ ▬▬▬▬ ▬▬ ▬▬▬ ▬ ▬▬ ▬▬▬▬ ▬ ▬▬▬ ▬ ▬▬ ▬▬▬ ▬ ▬▬▬▬ ▬▬ ▬▬▬ ▬ ▬▬ ▬▬▬▬ ▬ ▬▬▬ ▬ ▬▬ ▬▬▬ ▬ ▬▬▬▬ ▬▬ ▬▬▬ ▬ ▬▬ ▬▬▬▬ ▬ ▬▬▬ ▬ ▬▬ ▬▬▬ ▬ ▬▬▬▬ ▬▬ ▬▬▬ ▬ ▬▬ ▬▬▬▬ ▬ ▬▬▬ ▬ ▬▬ ▬▬▬ ▬ ▬▬▬▬ ▬▬ ▬▬▬ ▬ ▬▬ ▬▬▬▬ ▬ ▬▬▬ ▬ ▬▬ ▬▬▬ ▬ ▬▬▬▬ ▬▬ ▬▬▬ ▬ ▬▬ ▬▬▬▬ ▬ ▬▬▬ ▬ ▬▬ ▬▬▬ ▬ ▬▬▬▬ ▬▬ ▬▬▬ ▬ ▬▬ ▬▬▬▬ ▬ ▬▬▬ ▬ ▬▬ ▬▬▬ ▬ ▬▬▬▬ ▬▬ ▬▬▬ ▬ ▬▬ ▬▬▬▬ ▬ ▬▬▬ ▬ ▬▬ ▬▬▬ ▬ ▬▬▬▬ ▬▬ ▬▬▬ ▬ ▬▬ ▬▬▬▬ ▬ ▬▬▬ ▬ ▬▬ ▬▬▬ ▬ ▬▬▬▬ ▬▬ ▬▬▬ ▬ ▬▬ ▬▬▬▬ ▬ ▬▬▬ ▬ ▬▬ ▬▬▬ ▬ ▬▬▬▬ ▬▬ ▬▬▬ ▬ ▬▬ ▬▬▬▬ ▬ ▬▬▬ ▬ ▬▬ ▬▬▬ ▬ ▬▬▬▬ ▬▬ ▬▬▬ ▬ ▬▬ ▬▬▬▬ ▬ ▬▬▬ ▬ ▬▬ ▬▬▬ ▬ ▬▬▬▬ ▬▬ ▬▬▬ ▬ ▬▬ ▬▬▬▬ ▬ ▬▬▬ ▬ ▬▬ ▬▬▬ ▬ ▬▬▬▬ ▬▬ ▬▬▬ ▬ ▬▬ ▬▬▬▬ ▬ ▬▬▬ ▬ ▬▬ ▬▬▬ ▬ ▬▬▬▬ ▬▬ ▬▬▬ ▬ ▬▬ ▬▬▬▬ ▬ ▬▬▬ ▬ ▬▬ ▬▬▬ ▬ ▬▬▬▬ ▬▬ ▬▬▬ ▬ ▬▬ ▬▬▬▬ ▬ ▬▬▬ ▬ ▬▬ ▬▬▬ ▬ ▬▬▬▬ ▬▬ ▬▬▬ ▬ ▬▬ ▬▬▬▬ ▬ ▬▬▬ ▬ ▬▬ ▬▬▬ ▬ ▬▬▬▬ ▬▬ ▬▬▬ ▬ ▬▬ ▬▬▬▬ ▬ ▬▬▬ ▬ ▬▬ ▬▬▬ ▬ ▬▬▬▬ ▬▬ ▬▬▬ ▬ ▬▬ ▬▬▬▬ ▬ ▬▬▬ ▬ ▬▬ ▬▬▬ ▬ ▬▬▬▬ ▬▬ ▬▬▬ ▬ ▬▬ ▬▬▬▬ ▬ ▬▬▬ ▬ ▬▬ ▬▬▬ ▬ ▬▬▬▬ ▬▬ ▬▬▬ ▬ ▬▬ ▬▬▬▬ ▬ ▬▬▬ ▬ ▬▬ ▬▬▬ ▬ ▬▬▬▬ ▬▬ ▬▬▬ ▬ ▬▬ ▬▬▬▬ ▬ ▬▬▬ ▬ ▬▬ ▬▬▬ ▬ ▬▬▬▬ ▬▬ ▬▬▬ ▬ ▬▬ ▬▬▬▬ ▬ ▬▬▬ ▬ ▬▬ ▬▬▬ ▬ ▬▬▬▬ ▬▬ ▬▬▬ ▬ ▬▬ ▬▬▬▬ ▬ ▬▬▬ ▬ ▬▬ ▬▬▬ ▬ ▬▬▬▬ ▬▬ ▬▬▬ ▬ ▬▬ ▬▬▬▬ ▬ ▬▬▬ ▬ ▬▬ ▬▬▬ ▬ ▬▬▬▬ ▬▬ ▬▬▬ ▬ ▬▬ ▬▬▬▬ ▬ ▬▬▬ ▬ ▬▬ ▬▬▬ ▬ ▬▬▬▬ ▬▬ ▬▬▬ ▬ ▬▬ ▬▬▬▬ ▬ ▬▬▬ ▬ ▬▬ ▬▬▬ ▬ ▬▬▬▬ ▬▬ ▬▬▬ ▬ ▬▬ ▬▬▬▬ ▬ ▬▬▬ ▬ ▬▬ ▬▬▬ ▬ ▬▬▬▬ ▬▬ ▬▬▬ ▬ ▬▬ ▬▬▬▬ ▬ ▬▬▬ ▬ ▬▬ ▬▬▬ ▬ ▬▬▬▬ ▬▬ ▬▬▬ ▬ ▬▬ ▬▬▬▬ ▬ ▬▬▬ ▬ ▬▬ ▬▬▬ ▬ ▬▬▬▬ ▬▬ ▬▬▬ ▬ ▬▬ ▬▬▬▬ ▬ ▬▬▬ ▬ ▬▬ ▬▬▬ ▬ ▬▬▬▬ ▬▬ ▬▬▬ ▬ ▬▬ ▬▬▬▬ ▬ ▬▬▬ ▬ ▬▬ ▬▬▬ ▬ ▬▬▬▬ ▬▬ ▬▬▬ ▬ ▬▬ ▬▬▬▬ ▬ ▬▬▬ ▬ ▬▬ ▬▬▬ ▬ ▬▬▬▬ ▬▬ ▬▬▬ ▬ ▬▬ ▬▬▬▬ ▬ ▬▬▬ ▬ ▬▬ ▬▬▬ ▬ ▬▬▬▬ ▬▬ ▬▬▬ ▬ ▬▬ ▬▬▬▬ ▬ ▬▬▬ ▬ ▬▬ ▬▬▬ ▬ ▬▬▬▬ ▬▬ ▬▬▬ ▬ ▬▬ ▬▬▬▬ ▬ ▬▬▬ ▬ ▬▬ ▬▬▬ ▬ ▬▬▬▬ ▬▬ ▬▬▬ ▬ ▬▬ ▬▬▬▬ ▬ ▬▬▬ ▬ ▬▬ ▬▬▬ ▬ ▬▬▬▬ ▬▬ ▬▬▬ ▬ ▬▬ ▬▬▬▬ ▬ ▬▬▬ ▬ ▬▬ ▬▬▬ ▬ ▬▬▬▬ ▬▬ ▬▬▬ ▬ ▬▬ ▬▬▬▬ ▬ ▬▬▬ ▬ ▬▬ ▬▬▬ ▬ ▬▬▬▬ ▬▬ ▬▬▬ ▬ ▬▬ ▬▬▬▬ ▬ ▬▬▬ ▬ ▬▬ ▬▬▬ ▬ ▬▬▬▬ ▬▬ ▬▬▬ ▬ ▬▬ ▬▬▬▬ ▬ ▬▬▬ ▬ ▬▬ ▬▬▬ ▬ ▬▬▬▬ ▬▬ ▬▬▬ ▬ ▬▬ ▬▬▬▬ ▬ ▬▬▬ ▬ ▬▬ ▬▬▬ ▬ ▬▬▬▬ ▬▬ ▬▬▬ ▬ ▬▬ ▬▬▬▬ ▬ ▬▬▬ ▬ ▬▬ ▬▬▬ ▬ ▬▬▬▬ ▬▬ ▬▬▬ ▬ ▬▬ ▬▬▬▬ ▬ ▬▬▬ ▬ ▬▬ ▬▬▬ ▬ ▬▬▬▬ ▬▬ ▬▬▬ ▬ ▬▬ ▬▬▬▬ ▬ ▬▬▬ ▬ ▬▬ ▬▬▬ ▬ ▬▬▬▬ ▬▬ ▬▬▬ ▬ ▬▬ ▬▬▬▬ ▬ ▬▬▬ ▬ ▬▬ ▬▬▬ ▬ ▬▬▬▬ ▬▬ ▬▬▬ ▬ ▬▬ ▬▬▬▬ ▬ ▬▬▬ ▬ ▬▬ ▬▬▬ ▬ ▬▬▬▬ ▬▬ ▬▬▬ ▬ ▬▬ ▬▬▬▬ ▬ ▬▬▬ ▬ ▬▬ ▬▬▬ ▬ ▬▬▬▬ ▬▬ ▬▬▬ ▬ ▬▬ ▬▬▬▬ ▬ ▬▬▬ ▬ ▬▬ ▬▬▬ ▬ ▬▬▬▬ ▬▬ ▬▬▬ ▬ ▬▬ ▬▬▬▬ ▬ ▬▬▬ ▬ ▬▬ ▬▬▬ ▬ ▬▬▬▬ ▬▬ ▬▬▬ ▬ ▬▬ ▬▬▬▬ ▬ ▬▬▬ ▬ ▬▬ ▬▬▬ ▬ ▬▬▬▬ ▬▬ ▬▬▬ ▬ ▬▬ ▬▬▬▬ ▬ ▬▬▬ ▬ ▬▬ ▬▬▬ ▬ ▬▬▬▬ ▬▬ ▬▬▬ ▬ ▬▬ ▬▬▬▬ ▬ ▬▬▬ ▬ ▬▬ ▬▬▬ ▬ ▬▬▬▬ ▬▬ ▬▬▬ ▬ ▬▬ ▬▬▬▬ ▬ ▬▬▬ ▬ ▬▬ ▬▬▬ ▬ ▬▬▬▬ ▬▬ ▬▬▬ ▬ ▬▬ ▬▬▬▬ ▬ ▬▬▬ ▬ ▬▬ ▬▬▬ ▬ ▬▬▬▬ ▬▬ ▬▬▬ ▬ ▬▬ ▬▬▬▬ ▬ ▬▬▬ ▬ ▬▬ ▬▬▬ ▬ ▬▬▬▬ ▬▬ ▬▬▬ ▬ ▬▬ ▬▬▬▬ ▬ ▬▬▬ ▬ ▬▬ ▬▬▬ ▬ ▬▬▬▬ ▬▬ ▬▬▬ ▬ ▬▬ ▬▬▬▬ ▬ ▬▬▬ ▬ bbox=[14, 931, 148, 1504]
headline-panchagarh: পঞ্চগড় লালমনিরহাট ও মৌলভীবাজার bbox=[393, 88, 549, 99]
article-body: ▬▬ ▬▬▬ ▬ ▬▬▬▬ ▬▬ ▬▬▬ ▬ ▬▬ ▬▬▬▬ ▬ ▬▬▬ ▬▬ ▬▬▬ ▬ ▬▬▬▬ ▬▬ ▬▬▬ ▬ ▬▬ ▬▬▬▬ ▬ ▬▬▬ ▬▬ ▬▬▬ ▬ ▬▬▬▬ ▬▬ ▬▬▬ ▬ ▬▬ ▬▬▬▬ ▬ ▬▬▬ ▬▬ ▬▬▬ ▬ ▬▬▬▬ ▬▬ ▬▬▬ ▬ ▬▬ ▬▬▬▬ ▬ ▬▬▬ ▬▬ ▬▬▬ ▬ ▬▬▬▬ ▬▬ ▬▬▬ ▬ ▬▬ ▬▬▬▬ ▬ ▬▬▬ ▬▬ ▬▬▬ ▬ ▬▬▬▬ ▬▬ ▬▬▬ ▬ ▬▬ ▬▬▬▬ ▬ ▬▬▬ ▬▬ ▬▬▬ ▬ ▬▬▬▬ ▬▬ ▬▬▬ ▬ ▬▬ ▬▬▬▬ ▬ ▬▬▬ ▬▬ ▬▬▬ ▬ ▬▬▬▬ ▬▬ ▬▬▬ ▬ ▬▬ ▬▬▬▬ ▬ ▬▬▬ ▬▬ ▬▬▬ ▬ ▬▬▬▬ ▬▬ ▬▬▬ ▬ ▬▬ ▬▬▬▬ ▬ ▬▬▬ ▬▬ ▬▬▬ ▬ ▬▬▬▬ ▬▬ ▬▬▬ ▬ ▬▬ ▬▬▬▬ ▬ ▬▬▬ ▬▬ ▬▬▬ ▬ ▬▬▬▬ ▬▬ ▬▬▬ ▬ ▬▬ ▬▬▬▬ ▬ ▬▬▬ ▬▬ ▬▬▬ ▬ ▬▬▬▬ ▬▬ ▬▬▬ ▬ ▬▬ ▬▬▬▬ ▬ ▬▬▬ ▬▬ ▬▬▬ ▬ ▬▬▬▬ ▬▬ ▬▬▬ ▬ ▬▬ ▬▬▬▬ ▬ ▬▬▬ ▬▬ ▬▬▬ ▬ ▬▬▬▬ ▬▬ ▬▬▬ ▬ ▬▬ ▬▬▬▬ ▬ ▬▬▬ ▬▬ ▬▬▬ ▬ ▬▬▬▬ ▬▬ ▬▬▬ ▬ ▬▬ ▬▬▬▬ ▬ ▬▬▬ ▬▬ ▬▬▬ ▬ ▬▬▬▬ ▬▬ ▬▬▬ ▬ ▬▬ ▬▬▬▬ ▬ ▬▬▬ ▬▬ ▬▬▬ ▬ ▬▬▬▬ ▬▬ ▬▬▬ ▬ ▬▬ ▬▬▬▬ ▬ ▬▬▬ ▬▬ ▬▬▬ ▬ ▬▬▬▬ ▬▬ ▬▬▬ ▬ ▬▬ ▬▬▬▬ ▬ ▬▬▬ ▬▬ ▬▬▬ ▬ ▬▬▬▬ ▬▬ ▬▬▬ ▬ ▬▬ ▬▬▬▬ ▬ ▬▬▬ ▬▬ ▬▬▬ ▬ ▬▬▬▬ ▬▬ ▬▬▬ ▬ ▬▬ ▬▬▬▬ ▬ ▬▬▬ ▬▬ ▬▬▬ ▬ ▬▬▬▬ ▬▬ ▬▬▬ ▬ ▬▬ ▬▬▬▬ ▬ ▬▬▬ ▬▬ ▬▬▬ ▬ ▬▬▬▬ ▬▬ ▬▬▬ ▬ ▬▬ ▬▬▬▬ ▬ ▬▬▬ ▬▬ ▬▬▬ ▬ ▬▬▬▬ ▬▬ ▬▬▬ ▬ ▬▬ ▬▬▬▬ ▬ ▬▬▬ ▬▬ ▬▬▬ ▬ ▬▬▬▬ ▬▬ ▬▬▬ ▬ ▬▬ ▬▬▬▬ ▬ ▬▬▬ ▬▬ ▬▬▬ ▬ ▬▬▬▬ ▬▬ ▬▬▬ ▬ ▬▬ ▬▬▬▬ ▬ ▬▬▬ ▬▬ ▬▬▬ ▬ ▬▬▬▬ ▬▬ ▬▬▬ ▬ ▬▬ ▬▬▬▬ ▬ ▬▬▬ ▬▬ ▬▬▬ ▬ ▬▬▬▬ ▬▬ ▬▬▬ ▬ ▬▬ ▬▬▬▬ ▬ ▬▬▬ ▬▬ ▬▬▬ ▬ ▬▬▬▬ ▬▬ ▬▬▬ ▬ ▬▬ ▬▬▬▬ ▬ ▬▬▬ ▬▬ ▬▬▬ ▬ ▬▬▬▬ ▬▬ ▬▬▬ ▬ ▬▬ ▬▬▬▬ ▬ ▬▬▬ ▬▬ ▬▬▬ ▬ ▬▬▬▬ ▬▬ ▬▬▬ ▬ ▬▬ ▬▬▬▬ ▬ ▬▬▬ ▬▬ ▬▬▬ ▬ ▬▬▬▬ ▬▬ ▬▬▬ ▬ ▬▬ ▬▬▬▬ ▬ ▬▬▬ ▬▬ ▬▬▬ ▬ ▬▬▬▬ ▬▬ ▬▬▬ ▬ ▬▬ ▬▬▬▬ ▬ ▬▬▬ ▬▬ ▬▬▬ ▬ ▬▬▬▬ ▬▬ ▬▬▬ ▬ ▬▬ ▬▬▬▬ ▬ ▬▬▬ ▬▬ ▬▬▬ ▬ ▬▬▬▬ ▬▬ ▬▬▬ ▬ ▬▬ ▬▬▬▬ ▬ ▬▬▬ ▬▬ ▬▬▬ ▬ ▬▬▬▬ ▬▬ ▬▬▬ ▬ ▬▬ ▬▬▬▬ ▬ ▬▬▬ ▬▬ ▬▬▬ ▬ ▬▬▬▬ ▬▬ ▬▬▬ ▬ ▬▬ ▬▬▬▬ ▬ ▬▬▬ ▬▬ ▬▬▬ ▬ ▬▬▬▬ ▬▬ ▬▬▬ ▬ ▬▬ ▬▬▬▬ ▬ ▬▬▬ ▬▬ ▬▬▬ ▬ ▬▬▬▬ ▬▬ ▬▬▬ ▬ ▬▬ ▬▬▬▬ ▬ ▬▬▬ ▬▬ ▬▬▬ ▬ ▬▬▬▬ ▬▬ ▬▬▬ ▬ ▬▬ ▬▬▬▬ ▬ ▬▬▬ ▬▬ ▬▬▬ ▬ ▬▬▬▬ ▬▬ ▬▬▬ ▬ ▬▬ ▬▬▬▬ ▬ ▬▬▬ ▬▬ ▬▬▬ ▬ ▬▬▬▬ ▬▬ ▬▬▬ ▬ ▬▬ ▬▬▬▬ ▬ ▬▬▬ ▬▬ ▬▬▬ ▬ ▬▬▬▬ ▬▬ ▬▬▬ ▬ ▬▬ ▬▬▬▬ ▬ ▬▬▬ ▬▬ ▬▬▬ ▬ ▬▬▬▬ ▬▬ ▬▬▬ ▬ ▬▬ ▬▬▬▬ ▬ ▬▬▬ ▬▬ ▬▬▬ ▬ ▬▬▬▬ ▬▬ ▬▬▬ ▬ ▬▬ ▬▬▬▬ ▬ ▬▬▬ ▬▬ ▬▬▬ ▬ ▬▬▬▬ ▬▬ ▬▬▬ ▬ ▬▬ ▬▬▬▬ ▬ ▬▬▬ ▬▬ ▬▬▬ ▬ ▬▬▬▬ ▬▬ ▬▬▬ ▬ ▬▬ ▬▬▬▬ ▬ ▬▬▬ ▬▬ ▬▬▬ ▬ ▬▬▬▬ ▬▬ ▬▬▬ ▬ ▬▬ ▬▬▬▬ ▬ ▬▬▬ ▬▬ ▬▬▬ ▬ ▬▬▬▬ ▬▬ ▬▬▬ ▬ ▬▬ ▬▬▬▬ ▬ ▬▬▬ ▬▬ ▬▬▬ ▬ ▬▬▬▬ ▬▬ ▬▬▬ ▬ ▬▬ ▬▬▬▬ ▬ ▬▬▬ ▬▬ ▬▬▬ ▬ ▬▬▬▬ ▬▬ ▬▬▬ ▬ ▬▬ ▬▬▬▬ ▬ ▬▬▬ ▬▬ ▬▬▬ ▬ ▬▬▬▬ ▬▬ ▬▬▬ ▬ ▬▬ ▬▬▬▬ ▬ ▬▬▬ ▬▬ ▬▬▬ ▬ ▬▬▬▬ ▬▬ ▬▬▬ ▬ ▬▬ ▬▬▬▬ ▬ ▬▬▬ ▬▬ ▬▬▬ ▬ ▬▬▬▬ ▬▬ ▬▬▬ ▬ ▬▬ ▬▬▬▬ ▬ ▬▬▬ ▬▬ ▬▬▬ ▬ ▬▬▬▬ ▬▬ ▬▬▬ ▬ ▬▬ ▬▬▬▬ ▬ ▬▬▬ ▬▬ ▬▬▬ ▬ ▬▬▬▬ ▬▬ ▬▬▬ ▬ ▬▬ ▬▬▬▬ ▬ ▬▬▬ ▬▬ ▬▬▬ ▬ ▬▬▬▬ ▬▬ ▬▬▬ ▬ ▬▬ ▬▬▬▬ ▬ ▬▬▬ ▬▬ ▬▬▬ ▬ ▬▬▬▬ ▬▬ ▬▬▬ ▬ ▬▬ ▬▬▬▬ ▬ ▬▬▬ ▬▬ ▬▬▬ ▬ ▬▬▬▬ ▬▬ ▬▬▬ ▬ ▬▬ ▬▬▬▬ ▬ ▬▬▬ ▬▬ ▬▬▬ ▬ ▬▬▬▬ ▬▬ ▬▬▬ ▬ ▬▬ ▬▬▬▬ ▬ ▬▬▬ ▬▬ ▬▬▬ ▬ ▬▬▬▬ ▬▬ ▬▬▬ ▬ ▬▬ ▬▬▬▬ ▬ ▬▬▬ ▬▬ ▬▬▬ ▬ ▬▬▬▬ ▬▬ ▬▬▬ ▬ ▬▬ ▬▬▬▬ ▬ ▬▬▬ ▬▬ ▬▬▬ ▬ ▬▬▬▬ ▬▬ ▬▬▬ ▬ ▬▬ ▬▬▬▬ ▬ ▬▬▬ ▬▬ ▬▬▬ ▬ ▬▬▬▬ ▬▬ ▬▬▬ ▬ ▬▬ ▬▬▬▬ ▬ ▬▬▬ ▬▬ ▬▬▬ ▬ ▬▬▬▬ ▬▬ ▬▬▬ ▬ ▬▬ ▬▬▬▬ ▬ ▬▬▬ ▬▬ ▬▬▬ ▬ ▬▬▬▬ ▬▬ ▬▬▬ ▬ ▬▬ ▬▬▬▬ ▬ ▬▬▬ ▬▬ ▬▬▬ ▬ ▬▬▬▬ ▬▬ ▬▬▬ ▬ ▬▬ ▬▬▬▬ ▬ ▬▬▬ ▬▬ ▬▬▬ ▬ ▬▬▬▬ ▬▬ ▬▬▬ ▬ ▬▬ ▬▬▬▬ ▬ ▬▬▬ ▬▬ ▬▬▬ ▬ ▬▬▬▬ ▬▬ ▬▬▬ ▬ ▬▬ ▬▬▬▬ ▬ ▬▬▬ ▬▬ ▬▬▬ ▬ ▬▬▬▬ ▬▬ ▬▬▬ ▬ ▬▬ ▬▬▬▬ ▬ ▬▬▬ ▬▬ ▬▬▬ ▬ ▬▬▬▬ ▬▬ ▬▬▬ ▬ ▬▬ ▬▬▬▬ ▬ ▬▬▬ ▬▬ ▬▬▬ ▬ ▬▬▬▬ ▬▬ ▬▬▬ ▬ ▬▬ ▬▬▬▬ ▬ ▬▬▬ ▬▬ ▬▬▬ ▬ ▬▬▬▬ ▬▬ ▬▬▬ ▬ ▬▬ ▬▬▬▬ ▬ ▬▬▬ ▬▬ ▬▬▬ ▬ ▬▬▬▬ ▬▬ ▬▬▬ ▬ ▬▬ ▬▬▬▬ ▬ ▬▬▬ ▬▬ ▬▬▬ ▬ ▬▬▬▬ ▬▬ ▬▬▬ ▬ ▬▬ ▬▬▬▬ ▬ ▬▬▬ ▬▬ ▬▬▬ ▬ ▬▬▬▬ ▬▬ ▬▬▬ ▬ ▬▬ ▬▬▬▬ ▬ ▬▬▬ ▬▬ ▬▬▬ ▬ ▬▬▬▬ ▬▬ ▬▬▬ ▬ ▬▬ ▬▬▬▬ ▬ ▬▬▬ ▬▬ ▬▬▬ ▬ ▬▬▬▬ ▬▬ ▬▬▬ ▬ ▬▬ ▬▬▬▬ ▬ ▬▬▬ ▬▬ ▬▬▬ ▬ ▬▬▬▬ ▬▬ ▬▬▬ ▬ ▬▬ ▬▬▬▬ ▬ ▬▬▬ ▬▬ ▬▬▬ ▬ ▬▬▬▬ ▬▬ ▬▬▬ ▬ ▬▬ ▬▬▬▬ ▬ ▬▬▬ ▬▬ ▬▬▬ ▬ ▬▬▬▬ ▬▬ ▬▬▬ ▬ ▬▬ ▬▬▬▬ ▬ ▬▬▬ ▬▬ ▬▬▬ ▬ ▬▬▬▬ ▬▬ ▬▬▬ ▬ ▬▬ ▬▬▬▬ ▬ ▬▬▬ ▬▬ ▬▬▬ ▬ ▬▬▬▬ ▬▬ ▬▬▬ ▬ ▬▬ ▬▬▬▬ ▬ ▬▬▬ ▬▬ ▬▬▬ ▬ ▬▬▬▬ ▬▬ ▬▬▬ ▬ ▬▬ ▬▬▬▬ ▬ ▬▬▬ ▬▬ ▬▬▬ ▬ ▬▬▬▬ ▬▬ ▬▬▬ ▬ ▬▬ ▬▬▬▬ ▬ ▬▬▬ ▬▬ ▬▬▬ ▬ ▬▬▬▬ ▬▬ ▬▬▬ ▬ ▬▬ ▬▬▬▬ ▬ ▬▬▬ ▬▬ ▬▬▬ ▬ ▬▬▬▬ ▬▬ ▬▬▬ ▬ ▬▬ ▬▬▬▬ ▬ ▬▬▬ ▬▬ ▬▬▬ ▬ ▬▬▬▬ ▬▬ ▬▬▬ ▬ ▬▬ ▬▬▬▬ ▬ ▬▬▬ ▬▬ ▬▬▬ ▬ ▬▬▬▬ ▬▬ ▬▬▬ ▬ ▬▬ ▬▬▬▬ ▬ ▬▬▬ ▬▬ ▬▬▬ ▬ ▬▬▬▬ ▬▬ ▬▬▬ ▬ ▬▬ ▬▬▬▬ ▬ ▬▬▬ ▬▬ ▬▬▬ ▬ ▬▬▬▬ ▬▬ ▬▬▬ ▬ ▬▬ ▬▬▬▬ ▬ ▬▬▬ ▬▬ ▬▬▬ ▬ ▬▬▬▬ ▬▬ ▬▬▬ ▬ ▬▬ ▬▬▬▬ ▬ ▬▬▬ ▬▬ ▬▬▬ ▬ ▬▬▬▬ ▬▬ ▬▬▬ ▬ ▬▬ ▬▬▬▬ ▬ ▬▬▬ ▬▬ ▬▬▬ ▬ ▬▬▬▬ ▬▬ ▬▬▬ ▬ ▬▬ ▬▬▬▬ ▬ ▬▬▬ ▬▬ ▬▬▬ ▬ ▬▬▬▬ ▬▬ ▬▬▬ ▬ ▬▬ ▬▬▬▬ ▬ ▬▬▬ ▬▬ ▬▬▬ ▬ ▬▬▬▬ ▬▬ ▬▬▬ ▬ ▬▬ ▬▬▬▬ ▬ ▬▬▬ ▬▬ ▬▬▬ ▬ ▬▬▬▬ ▬▬ ▬▬▬ ▬ ▬▬ ▬▬▬▬ ▬ ▬▬▬ ▬▬ ▬▬▬ ▬ ▬▬▬▬ ▬▬ ▬▬▬ ▬ ▬▬ ▬▬▬▬ ▬ ▬▬▬ ▬▬ ▬▬▬ ▬ ▬▬▬▬ ▬▬ ▬▬▬ ▬ ▬▬ ▬▬▬▬ ▬ ▬▬▬ ▬▬ ▬▬▬ ▬ ▬▬▬▬ ▬▬ ▬▬▬ ▬ ▬▬ ▬▬▬▬ ▬ ▬▬▬ ▬▬ ▬▬▬ ▬ ▬▬▬▬ ▬▬ ▬▬▬ ▬ ▬▬ ▬▬▬▬ ▬ ▬▬▬ ▬▬ ▬▬▬ ▬ ▬▬▬▬ ▬▬ ▬▬▬ ▬ ▬▬ ▬▬▬▬ ▬ ▬▬▬ ▬▬ ▬▬▬ ▬ ▬▬▬▬ ▬▬ ▬▬▬ ▬ ▬▬ ▬▬▬▬ ▬ ▬▬▬ ▬▬ ▬▬▬ ▬ ▬▬▬▬ ▬▬ ▬▬▬ ▬ ▬▬ ▬▬▬▬ ▬ ▬▬▬ ▬▬ ▬▬▬ ▬ ▬▬▬▬ ▬▬ ▬▬▬ ▬ ▬▬ ▬▬▬▬ ▬ ▬▬▬ ▬▬ ▬▬▬ ▬ ▬▬▬▬ ▬▬ ▬▬▬ ▬ ▬▬ ▬▬▬▬ ▬ ▬▬▬ ▬▬ ▬▬▬ ▬ ▬▬▬▬ ▬▬ ▬▬▬ ▬ ▬▬ ▬▬▬▬ ▬ ▬▬▬ ▬▬ ▬▬▬ ▬ ▬▬▬▬ ▬▬ ▬▬▬ ▬ ▬▬ ▬▬▬▬ ▬ ▬▬▬ bbox=[358, 743, 486, 1500]
continued-note: (শেষ পাতার পর) bbox=[890, 287, 934, 295]
headline-sathar: সাতার পুরবধূকে ধর্ষণের bbox=[609, 540, 673, 563]
portrait-photo bbox=[258, 648, 346, 764]
horoscope-intro: ▬▬ ▬▬▬ ▬ ▬▬▬▬ ▬▬ ▬▬▬ ▬ ▬▬ ▬▬▬▬ ▬ ▬▬▬ ▬▬ ▬▬▬ ▬ ▬▬▬▬ ▬▬ ▬▬▬ ▬ ▬▬ ▬▬▬▬ ▬ ▬▬▬ ▬▬ ▬▬▬ ▬ ▬▬▬▬ ▬▬ ▬▬▬ ▬ ▬▬ ▬▬▬▬ ▬ ▬▬▬ ▬▬ ▬▬▬ ▬ ▬▬▬▬ ▬▬ ▬▬▬ ▬ ▬▬ ▬▬▬▬ ▬ ▬▬▬ ▬▬ ▬▬▬ ▬ ▬▬▬▬ ▬▬ ▬▬▬ ▬ ▬▬ ▬▬▬▬ ▬ ▬▬▬ ▬▬ ▬▬▬ ▬ ▬▬▬▬ ▬▬ ▬▬▬ ▬ ▬▬ ▬▬▬▬ ▬ ▬▬▬ ▬▬ ▬▬▬ ▬ ▬▬▬▬ ▬▬ ▬▬▬ ▬ ▬▬ ▬▬▬▬ ▬ ▬▬▬ ▬▬ ▬▬▬ ▬ ▬▬▬▬ ▬▬ ▬▬▬ ▬ ▬▬ ▬▬▬▬ ▬ ▬▬▬ ▬▬ ▬▬▬ ▬ ▬▬▬▬ ▬▬ ▬▬▬ ▬ ▬▬ ▬▬▬▬ ▬ ▬▬▬ ▬▬ ▬▬▬ ▬ ▬▬▬▬ ▬▬ ▬▬▬ ▬ ▬▬ ▬▬▬▬ ▬ ▬▬▬ bbox=[705, 1084, 833, 1153]
article-body: ▬▬ ▬▬▬ ▬ ▬▬▬▬ ▬▬ ▬▬▬ ▬ ▬▬ ▬▬▬▬ ▬ ▬▬▬ ▬▬ ▬▬ ▬▬▬ ▬ ▬▬▬▬ ▬▬ ▬▬▬ ▬ ▬▬ ▬▬▬▬ ▬ ▬▬▬ ▬▬ ▬▬ ▬▬▬ ▬ ▬▬▬▬ ▬▬ ▬▬▬ ▬ ▬▬ ▬▬▬▬ ▬ ▬▬▬ ▬▬ ▬▬ ▬▬▬ ▬ ▬▬▬▬ ▬▬ ▬▬▬ ▬ ▬▬ ▬▬▬▬ ▬ ▬▬▬ ▬▬ ▬▬ ▬▬▬ ▬ ▬▬▬▬ ▬▬ ▬▬▬ ▬ ▬▬ ▬▬▬▬ ▬ ▬▬▬ ▬▬ ▬▬ ▬▬▬ ▬ ▬▬▬▬ ▬▬ ▬▬▬ ▬ ▬▬ ▬▬▬▬ ▬ ▬▬▬ ▬▬ ▬▬ ▬▬▬ ▬ ▬▬▬▬ ▬▬ ▬▬▬ ▬ ▬▬ ▬▬▬▬ ▬ ▬▬▬ ▬▬ ▬▬ ▬▬▬ ▬ ▬▬▬▬ ▬▬ ▬▬▬ ▬ ▬▬ ▬▬▬▬ ▬ ▬▬▬ ▬▬ ▬▬ ▬▬▬ ▬ ▬▬▬▬ ▬▬ ▬▬▬ ▬ ▬▬ ▬▬▬▬ ▬ ▬▬▬ ▬▬ ▬▬ ▬▬▬ ▬ ▬▬▬▬ ▬▬ ▬▬▬ ▬ ▬▬ ▬▬▬▬ ▬ ▬▬▬ ▬▬ ▬▬ ▬▬▬ ▬ ▬▬▬▬ ▬▬ ▬▬▬ ▬ ▬▬ ▬▬▬▬ ▬ ▬▬▬ ▬▬ ▬▬ ▬▬▬ ▬ ▬▬▬▬ ▬▬ ▬▬▬ ▬ ▬▬ ▬▬▬▬ ▬ ▬▬▬ ▬▬ ▬▬ ▬▬▬ ▬ ▬▬▬▬ ▬▬ ▬▬▬ ▬ ▬▬ ▬▬▬▬ ▬ ▬▬▬ ▬▬ ▬▬ ▬▬▬ ▬ ▬▬▬▬ ▬▬ ▬▬▬ ▬ ▬▬ ▬▬▬▬ ▬ ▬▬▬ ▬▬ ▬▬ ▬▬▬ ▬ ▬▬▬▬ ▬▬ ▬▬▬ ▬ ▬▬ ▬▬▬▬ ▬ ▬▬▬ ▬▬ ▬▬ ▬▬▬ ▬ ▬▬▬▬ ▬▬ ▬▬▬ ▬ ▬▬ ▬▬▬▬ ▬ ▬▬▬ ▬▬ ▬▬ ▬▬▬ ▬ ▬▬▬▬ ▬▬ ▬▬▬ ▬ ▬▬ ▬▬▬▬ ▬ ▬▬▬ ▬▬ ▬▬ ▬▬▬ ▬ ▬▬▬▬ ▬▬ ▬▬▬ ▬ ▬▬ ▬▬▬▬ ▬ ▬▬▬ ▬▬ ▬▬ ▬▬▬ ▬ ▬▬▬▬ ▬▬ ▬▬▬ ▬ ▬▬ ▬▬▬▬ ▬ ▬▬▬ ▬▬ ▬▬ ▬▬▬ ▬ ▬▬▬▬ ▬▬ ▬▬▬ ▬ ▬▬ ▬▬▬▬ ▬ ▬▬▬ ▬▬ ▬▬ ▬▬▬ ▬ ▬▬▬▬ ▬▬ ▬▬▬ ▬ ▬▬ ▬▬▬▬ ▬ ▬▬▬ ▬▬ ▬▬ ▬▬▬ ▬ ▬▬▬▬ ▬▬ ▬▬▬ ▬ ▬▬ ▬▬▬▬ ▬ ▬▬▬ ▬▬ ▬▬ ▬▬▬ ▬ ▬▬▬▬ ▬▬ ▬▬▬ ▬ ▬▬ ▬▬▬▬ ▬ ▬▬▬ ▬▬ ▬▬ ▬▬▬ ▬ ▬▬▬▬ ▬▬ ▬▬▬ ▬ ▬▬ ▬▬▬▬ ▬ ▬▬▬ ▬▬ ▬▬ ▬▬▬ ▬ ▬▬▬▬ ▬▬ ▬▬▬ ▬ ▬▬ ▬▬▬▬ ▬ ▬▬▬ ▬▬ ▬▬ ▬▬▬ ▬ ▬▬▬▬ ▬▬ ▬▬▬ ▬ ▬▬ ▬▬▬▬ ▬ ▬▬▬ ▬▬ ▬▬ ▬▬▬ ▬ ▬▬▬▬ ▬▬ ▬▬▬ ▬ ▬▬ ▬▬▬▬ ▬ ▬▬▬ ▬▬ ▬▬ ▬▬▬ ▬ ▬▬▬▬ ▬▬ ▬▬▬ ▬ ▬▬ ▬▬▬▬ ▬ ▬▬▬ ▬▬ ▬▬ ▬▬▬ ▬ ▬▬▬▬ ▬▬ ▬▬▬ ▬ ▬▬ ▬▬▬▬ ▬ ▬▬▬ ▬▬ bbox=[698, 297, 836, 501]
continued-note: (শেষ পাতার পর) bbox=[202, 563, 246, 571]
article-body: ▬▬ ▬▬▬ ▬ ▬▬▬▬ ▬▬ ▬▬▬ ▬ ▬▬ ▬▬▬▬ ▬ ▬▬▬ ▬▬ ▬▬ ▬▬▬ ▬ ▬▬▬▬ ▬▬ ▬▬▬ ▬ ▬▬ ▬▬▬▬ ▬ ▬▬▬ ▬▬ ▬▬ ▬▬▬ ▬ ▬▬▬▬ ▬▬ ▬▬▬ ▬ ▬▬ ▬▬▬▬ ▬ ▬▬▬ ▬▬ ▬▬ ▬▬▬ ▬ ▬▬▬▬ ▬▬ ▬▬▬ ▬ ▬▬ ▬▬▬▬ ▬ ▬▬▬ ▬▬ ▬▬ ▬▬▬ ▬ ▬▬▬▬ ▬▬ ▬▬▬ ▬ ▬▬ ▬▬▬▬ ▬ ▬▬▬ ▬▬ ▬▬ ▬▬▬ ▬ ▬▬▬▬ ▬▬ ▬▬▬ ▬ ▬▬ ▬▬▬▬ ▬ ▬▬▬ ▬▬ ▬▬ ▬▬▬ ▬ ▬▬▬▬ ▬▬ ▬▬▬ ▬ ▬▬ ▬▬▬▬ ▬ ▬▬▬ ▬▬ ▬▬ ▬▬▬ ▬ ▬▬▬▬ ▬▬ ▬▬▬ ▬ ▬▬ ▬▬▬▬ ▬ ▬▬▬ ▬▬ ▬▬ ▬▬▬ ▬ ▬▬▬▬ ▬▬ ▬▬▬ ▬ ▬▬ ▬▬▬▬ ▬ ▬▬▬ ▬▬ ▬▬ ▬▬▬ ▬ ▬▬▬▬ ▬▬ ▬▬▬ ▬ ▬▬ ▬▬▬▬ ▬ ▬▬▬ ▬▬ ▬▬ ▬▬▬ ▬ ▬▬▬▬ ▬▬ ▬▬▬ ▬ ▬▬ ▬▬▬▬ ▬ ▬▬▬ ▬▬ ▬▬ ▬▬▬ ▬ ▬▬▬▬ ▬▬ ▬▬▬ ▬ ▬▬ ▬▬▬▬ ▬ ▬▬▬ ▬▬ ▬▬ ▬▬▬ ▬ ▬▬▬▬ ▬▬ ▬▬▬ ▬ ▬▬ ▬▬▬▬ ▬ ▬▬▬ ▬▬ ▬▬ ▬▬▬ ▬ ▬▬▬▬ ▬▬ ▬▬▬ ▬ ▬▬ ▬▬▬▬ ▬ ▬▬▬ ▬▬ ▬▬ ▬▬▬ ▬ ▬▬▬▬ ▬▬ ▬▬▬ ▬ ▬▬ ▬▬▬▬ ▬ ▬▬▬ ▬▬ ▬▬ ▬▬▬ ▬ ▬▬▬▬ ▬▬ ▬▬▬ ▬ ▬▬ ▬▬▬▬ ▬ ▬▬▬ ▬▬ ▬▬ ▬▬▬ ▬ ▬▬▬▬ ▬▬ ▬▬▬ ▬ ▬▬ ▬▬▬▬ ▬ ▬▬▬ ▬▬ ▬▬ ▬▬▬ ▬ ▬▬▬▬ ▬▬ ▬▬▬ ▬ ▬▬ ▬▬▬▬ ▬ ▬▬▬ ▬▬ ▬▬ ▬▬▬ ▬ ▬▬▬▬ ▬▬ ▬▬▬ ▬ ▬▬ ▬▬▬▬ ▬ ▬▬▬ ▬▬ ▬▬ ▬▬▬ ▬ ▬▬▬▬ ▬▬ ▬▬▬ ▬ ▬▬ ▬▬▬▬ ▬ ▬▬▬ ▬▬ ▬▬ ▬▬▬ ▬ ▬▬▬▬ ▬▬ ▬▬▬ ▬ ▬▬ ▬▬▬▬ ▬ ▬▬▬ ▬▬ bbox=[698, 113, 836, 260]
continued-note: (শেষ পাতার পর) bbox=[202, 743, 246, 751]
continued-note: (শেষ পাতার পর) bbox=[202, 369, 246, 377]
horoscope-astrologer: জ্যোতিষ কার্তিক কুমার রায় bbox=[799, 1070, 885, 1079]
headline-dinajpur: দিনাজপুরে ৫ জনসহ সারাদেশে bbox=[403, 715, 539, 728]
horoscope-date: ১৫ জুন ২০২৫ bbox=[811, 1057, 873, 1068]
continued-note: (শেষ পাতার পর) bbox=[202, 921, 246, 929]
zodiac-cancer-icon bbox=[705, 1325, 719, 1339]
headline-south-africa: মুক্তিপণ না পেয়ে দক্ষিণ আফ্রিকায় bbox=[734, 505, 898, 519]
zodiac-sagittarius-icon bbox=[819, 1281, 833, 1295]
article-body: ▬▬ ▬▬▬ ▬ ▬▬▬▬ ▬▬ ▬▬▬ ▬ ▬▬▬▬ ▬▬ ▬▬▬ ▬ ▬▬▬▬ ▬▬ ▬▬▬ ▬ ▬▬▬▬ ▬▬ ▬▬▬ ▬ ▬▬▬▬ ▬▬ ▬▬▬ ▬ ▬▬▬▬ ▬▬ ▬▬▬ ▬ ▬▬▬▬ ▬▬ ▬▬▬ ▬ ▬▬▬▬ ▬▬ ▬▬▬ ▬ ▬▬▬▬ ▬▬ ▬▬▬ ▬ ▬▬▬▬ ▬▬ ▬▬▬ ▬ ▬▬▬▬ ▬▬ ▬▬▬ ▬ ▬▬▬▬ ▬▬ ▬▬▬ ▬ ▬▬▬▬ ▬▬ ▬▬▬ ▬ ▬▬▬▬ ▬▬ ▬▬▬ ▬ ▬▬▬▬ ▬▬ ▬▬▬ ▬ ▬▬▬▬ ▬▬ ▬▬▬ ▬ ▬▬▬▬ ▬▬ ▬▬▬ ▬ ▬▬▬▬ bbox=[258, 835, 306, 961]
article-body: ▬▬ ▬▬▬ ▬ ▬▬▬▬ ▬ ▬▬ ▬▬▬ ▬ ▬▬▬▬ ▬ ▬▬ ▬▬▬ ▬ ▬▬▬▬ ▬ ▬▬ ▬▬▬ ▬ ▬▬▬▬ ▬ ▬▬ ▬▬▬ ▬ ▬▬▬▬ ▬ ▬▬ ▬▬▬ ▬ ▬▬▬▬ ▬ ▬▬ ▬▬▬ ▬ ▬▬▬▬ ▬ ▬▬ ▬▬▬ ▬ ▬▬▬▬ ▬ ▬▬ ▬▬▬ ▬ ▬▬▬▬ ▬ ▬▬ ▬▬▬ ▬ ▬▬▬▬ ▬ bbox=[596, 1177, 650, 1246]
headline-capital-crowd: রাজধানীতে মানুষের ঢল bbox=[758, 713, 874, 727]
masthead-day: রোববার bbox=[194, 24, 236, 39]
zodiac-libra-icon bbox=[819, 1193, 833, 1207]
headline-candidates-campaign: সম্ভাব্য প্রার্থীরা প্রচারণায় bbox=[71, 903, 189, 917]
article-body: ▬▬ ▬▬▬ ▬ ▬▬▬▬ ▬▬ ▬▬▬ ▬ ▬▬ ▬▬▬▬ ▬ ▬▬▬ ▬▬ ▬▬▬ ▬ ▬▬▬▬ ▬▬ ▬▬▬ ▬ ▬▬ ▬▬▬▬ ▬ ▬▬▬ ▬▬ ▬▬▬ ▬ ▬▬▬▬ ▬▬ ▬▬▬ ▬ ▬▬ ▬▬▬▬ ▬ ▬▬▬ ▬▬ ▬▬▬ ▬ ▬▬▬▬ ▬▬ ▬▬▬ ▬ ▬▬ ▬▬▬▬ ▬ ▬▬▬ ▬▬ ▬▬▬ ▬ ▬▬▬▬ ▬▬ ▬▬▬ ▬ ▬▬ ▬▬▬▬ ▬ ▬▬▬ ▬▬ ▬▬▬ ▬ ▬▬▬▬ ▬▬ ▬▬▬ ▬ ▬▬ ▬▬▬▬ ▬ ▬▬▬ ▬▬ ▬▬▬ ▬ ▬▬▬▬ ▬▬ ▬▬▬ ▬ ▬▬ ▬▬▬▬ ▬ ▬▬▬ ▬▬ ▬▬▬ ▬ ▬▬▬▬ ▬▬ ▬▬▬ ▬ ▬▬ ▬▬▬▬ ▬ ▬▬▬ ▬▬ ▬▬▬ ▬ ▬▬▬▬ ▬▬ ▬▬▬ ▬ ▬▬ ▬▬▬▬ ▬ ▬▬▬ ▬▬ ▬▬▬ ▬ ▬▬▬▬ ▬▬ ▬▬▬ ▬ ▬▬ ▬▬▬▬ ▬ ▬▬▬ ▬▬ ▬▬▬ ▬ ▬▬▬▬ ▬▬ ▬▬▬ ▬ ▬▬ ▬▬▬▬ ▬ ▬▬▬ ▬▬ ▬▬▬ ▬ ▬▬▬▬ ▬▬ ▬▬▬ ▬ ▬▬ ▬▬▬▬ ▬ ▬▬▬ ▬▬ ▬▬▬ ▬ ▬▬▬▬ ▬▬ ▬▬▬ ▬ ▬▬ ▬▬▬▬ ▬ ▬▬▬ ▬▬ ▬▬▬ ▬ ▬▬▬▬ ▬▬ ▬▬▬ ▬ ▬▬ ▬▬▬▬ ▬ ▬▬▬ ▬▬ ▬▬▬ ▬ ▬▬▬▬ ▬▬ ▬▬▬ ▬ ▬▬ ▬▬▬▬ ▬ ▬▬▬ ▬▬ ▬▬▬ ▬ ▬▬▬▬ ▬▬ ▬▬▬ ▬ ▬▬ ▬▬▬▬ ▬ ▬▬▬ ▬▬ ▬▬▬ ▬ ▬▬▬▬ ▬▬ ▬▬▬ ▬ ▬▬ ▬▬▬▬ ▬ ▬▬▬ ▬▬ ▬▬▬ ▬ ▬▬▬▬ ▬▬ ▬▬▬ ▬ ▬▬ ▬▬▬▬ ▬ ▬▬▬ ▬▬ ▬▬▬ ▬ ▬▬▬▬ ▬▬ ▬▬▬ ▬ ▬▬ ▬▬▬▬ ▬ ▬▬▬ ▬▬ ▬▬▬ ▬ ▬▬▬▬ ▬▬ ▬▬▬ ▬ ▬▬ ▬▬▬▬ ▬ ▬▬▬ ▬▬ ▬▬▬ ▬ ▬▬▬▬ ▬▬ ▬▬▬ ▬ ▬▬ ▬▬▬▬ ▬ ▬▬▬ ▬▬ ▬▬▬ ▬ ▬▬▬▬ ▬▬ ▬▬▬ ▬ ▬▬ ▬▬▬▬ ▬ ▬▬▬ ▬▬ ▬▬▬ ▬ ▬▬▬▬ ▬▬ ▬▬▬ ▬ ▬▬ ▬▬▬▬ ▬ ▬▬▬ ▬▬ ▬▬▬ ▬ ▬▬▬▬ ▬▬ ▬▬▬ ▬ ▬▬ ▬▬▬▬ ▬ ▬▬▬ ▬▬ ▬▬▬ ▬ ▬▬▬▬ ▬▬ ▬▬▬ ▬ ▬▬ ▬▬▬▬ ▬ ▬▬▬ ▬▬ ▬▬▬ ▬ ▬▬▬▬ ▬▬ ▬▬▬ ▬ ▬▬ ▬▬▬▬ ▬ ▬▬▬ ▬▬ ▬▬▬ ▬ ▬▬▬▬ ▬▬ ▬▬▬ ▬ ▬▬ ▬▬▬▬ ▬ ▬▬▬ ▬▬ ▬▬▬ ▬ ▬▬▬▬ ▬▬ ▬▬▬ ▬ ▬▬ ▬▬▬▬ ▬ ▬▬▬ ▬▬ ▬▬▬ ▬ ▬▬▬▬ ▬▬ ▬▬▬ ▬ ▬▬ ▬▬▬▬ ▬ ▬▬▬ ▬▬ ▬▬▬ ▬ ▬▬▬▬ ▬▬ ▬▬▬ ▬ ▬▬ ▬▬▬▬ ▬ ▬▬▬ ▬▬ ▬▬▬ ▬ ▬▬▬▬ ▬▬ ▬▬▬ ▬ ▬▬ ▬▬▬▬ ▬ ▬▬▬ ▬▬ ▬▬▬ ▬ ▬▬▬▬ ▬▬ ▬▬▬ ▬ ▬▬ ▬▬▬▬ ▬ ▬▬▬ ▬▬ ▬▬▬ ▬ ▬▬▬▬ ▬▬ ▬▬▬ ▬ ▬▬ ▬▬▬▬ ▬ ▬▬▬ ▬▬ ▬▬▬ ▬ ▬▬▬▬ ▬▬ ▬▬▬ ▬ ▬▬ ▬▬▬▬ ▬ ▬▬▬ ▬▬ ▬▬▬ ▬ ▬▬▬▬ ▬▬ ▬▬▬ ▬ ▬▬ ▬▬▬▬ ▬ ▬▬▬ ▬▬ ▬▬▬ ▬ ▬▬▬▬ ▬▬ ▬▬▬ ▬ ▬▬ ▬▬▬▬ ▬ ▬▬▬ ▬▬ ▬▬▬ ▬ ▬▬▬▬ ▬▬ ▬▬▬ ▬ ▬▬ ▬▬▬▬ ▬ ▬▬▬ ▬▬ ▬▬▬ ▬ ▬▬▬▬ ▬▬ ▬▬▬ ▬ ▬▬ ▬▬▬▬ ▬ ▬▬▬ ▬▬ ▬▬▬ ▬ ▬▬▬▬ ▬▬ ▬▬▬ ▬ ▬▬ ▬▬▬▬ ▬ ▬▬▬ ▬▬ ▬▬▬ ▬ ▬▬▬▬ ▬▬ ▬▬▬ ▬ ▬▬ ▬▬▬▬ ▬ ▬▬▬ ▬▬ ▬▬▬ ▬ ▬▬▬▬ ▬▬ ▬▬▬ ▬ ▬▬ ▬▬▬▬ ▬ ▬▬▬ ▬▬ ▬▬▬ ▬ ▬▬▬▬ ▬▬ ▬▬▬ ▬ ▬▬ ▬▬▬▬ ▬ ▬▬▬ ▬▬ ▬▬▬ ▬ ▬▬▬▬ ▬▬ ▬▬▬ ▬ ▬▬ ▬▬▬▬ ▬ ▬▬▬ ▬▬ ▬▬▬ ▬ ▬▬▬▬ ▬▬ ▬▬▬ ▬ ▬▬ ▬▬▬▬ ▬ ▬▬▬ ▬▬ ▬▬▬ ▬ ▬▬▬▬ ▬▬ ▬▬▬ ▬ ▬▬ ▬▬▬▬ ▬ ▬▬▬ ▬▬ ▬▬▬ ▬ ▬▬▬▬ ▬▬ ▬▬▬ ▬ ▬▬ ▬▬▬▬ ▬ ▬▬▬ ▬▬ ▬▬▬ ▬ ▬▬▬▬ ▬▬ ▬▬▬ ▬ ▬▬ ▬▬▬▬ ▬ ▬▬▬ ▬▬ ▬▬▬ ▬ ▬▬▬▬ ▬▬ ▬▬▬ ▬ ▬▬ ▬▬▬▬ ▬ ▬▬▬ ▬▬ ▬▬▬ ▬ ▬▬▬▬ ▬▬ ▬▬▬ ▬ ▬▬ ▬▬▬▬ ▬ ▬▬▬ ▬▬ ▬▬▬ ▬ ▬▬▬▬ ▬▬ ▬▬▬ ▬ ▬▬ ▬▬▬▬ ▬ ▬▬▬ ▬▬ ▬▬▬ ▬ ▬▬▬▬ ▬▬ ▬▬▬ ▬ ▬▬ ▬▬▬▬ ▬ ▬▬▬ ▬▬ ▬▬▬ ▬ ▬▬▬▬ ▬▬ ▬▬▬ ▬ ▬▬ ▬▬▬▬ ▬ ▬▬▬ ▬▬ ▬▬▬ ▬ ▬▬▬▬ ▬▬ ▬▬▬ ▬ ▬▬ ▬▬▬▬ ▬ ▬▬▬ ▬▬ ▬▬▬ ▬ ▬▬▬▬ ▬▬ ▬▬▬ ▬ ▬▬ ▬▬▬▬ ▬ ▬▬▬ ▬▬ ▬▬▬ ▬ ▬▬▬▬ ▬▬ ▬▬▬ ▬ ▬▬ ▬▬▬▬ ▬ ▬▬▬ ▬▬ ▬▬▬ ▬ ▬▬▬▬ ▬▬ ▬▬▬ ▬ ▬▬ ▬▬▬▬ ▬ ▬▬▬ ▬▬ ▬▬▬ ▬ ▬▬▬▬ ▬▬ ▬▬▬ ▬ ▬▬ ▬▬▬▬ ▬ ▬▬▬ ▬▬ ▬▬▬ ▬ ▬▬▬▬ ▬▬ ▬▬▬ ▬ ▬▬ ▬▬▬▬ ▬ ▬▬▬ ▬▬ ▬▬▬ ▬ ▬▬▬▬ ▬▬ ▬▬▬ ▬ ▬▬ ▬▬▬▬ ▬ ▬▬▬ ▬▬ ▬▬▬ ▬ ▬▬▬▬ ▬▬ ▬▬▬ ▬ ▬▬ ▬▬▬▬ ▬ ▬▬▬ ▬▬ ▬▬▬ ▬ ▬▬▬▬ ▬▬ ▬▬▬ ▬ ▬▬ ▬▬▬▬ ▬ ▬▬▬ ▬▬ ▬▬▬ ▬ ▬▬▬▬ ▬▬ ▬▬▬ ▬ ▬▬ ▬▬▬▬ ▬ ▬▬▬ ▬▬ ▬▬▬ ▬ ▬▬▬▬ ▬▬ ▬▬▬ ▬ ▬▬ ▬▬▬▬ ▬ ▬▬▬ ▬▬ ▬▬▬ ▬ ▬▬▬▬ ▬▬ ▬▬▬ ▬ ▬▬ ▬▬▬▬ ▬ ▬▬▬ ▬▬ ▬▬▬ ▬ ▬▬▬▬ ▬▬ ▬▬▬ ▬ ▬▬ ▬▬▬▬ ▬ ▬▬▬ ▬▬ ▬▬▬ ▬ ▬▬▬▬ ▬▬ ▬▬▬ ▬ ▬▬ ▬▬▬▬ ▬ ▬▬▬ ▬▬ ▬▬▬ ▬ ▬▬▬▬ ▬▬ ▬▬▬ ▬ ▬▬ ▬▬▬▬ ▬ ▬▬▬ ▬▬ ▬▬▬ ▬ ▬▬▬▬ ▬▬ ▬▬▬ ▬ ▬▬ ▬▬▬▬ ▬ ▬▬▬ ▬▬ ▬▬▬ ▬ ▬▬▬▬ ▬▬ ▬▬▬ ▬ ▬▬ ▬▬▬▬ ▬ ▬▬▬ ▬▬ ▬▬▬ ▬ ▬▬▬▬ ▬▬ ▬▬▬ ▬ ▬▬ ▬▬▬▬ ▬ ▬▬▬ ▬▬ ▬▬▬ ▬ ▬▬▬▬ ▬▬ ▬▬▬ ▬ ▬▬ ▬▬▬▬ ▬ ▬▬▬ ▬▬ ▬▬▬ ▬ ▬▬▬▬ ▬▬ ▬▬▬ ▬ ▬▬ ▬▬▬▬ ▬ ▬▬▬ ▬▬ ▬▬▬ ▬ ▬▬▬▬ ▬▬ ▬▬▬ ▬ ▬▬ ▬▬▬▬ ▬ ▬▬▬ ▬▬ ▬▬▬ ▬ ▬▬▬▬ ▬▬ ▬▬▬ ▬ ▬▬ ▬▬▬▬ ▬ ▬▬▬ ▬▬ ▬▬▬ ▬ ▬▬▬▬ ▬▬ ▬▬▬ ▬ ▬▬ ▬▬▬▬ ▬ ▬▬▬ ▬▬ ▬▬▬ ▬ ▬▬▬▬ ▬▬ ▬▬▬ ▬ ▬▬ ▬▬▬▬ ▬ ▬▬▬ ▬▬ ▬▬▬ ▬ ▬▬▬▬ ▬▬ ▬▬▬ ▬ ▬▬ ▬▬▬▬ ▬ ▬▬▬ ▬▬ ▬▬▬ ▬ ▬▬▬▬ ▬▬ ▬▬▬ ▬ ▬▬ ▬▬▬▬ ▬ ▬▬▬ ▬▬ ▬▬▬ ▬ ▬▬▬▬ ▬▬ ▬▬▬ ▬ ▬▬ ▬▬▬▬ ▬ ▬▬▬ ▬▬ ▬▬▬ ▬ ▬▬▬▬ ▬▬ ▬▬▬ ▬ ▬▬ ▬▬▬▬ ▬ ▬▬▬ ▬▬ ▬▬▬ ▬ ▬▬▬▬ ▬▬ ▬▬▬ ▬ ▬▬ ▬▬▬▬ ▬ ▬▬▬ ▬▬ ▬▬▬ ▬ ▬▬▬▬ ▬▬ ▬▬▬ ▬ ▬▬ ▬▬▬▬ ▬ ▬▬▬ ▬▬ ▬▬▬ ▬ ▬▬▬▬ ▬▬ ▬▬▬ ▬ ▬▬ ▬▬▬▬ ▬ ▬▬▬ ▬▬ ▬▬▬ ▬ ▬▬▬▬ ▬▬ ▬▬▬ ▬ ▬▬ ▬▬▬▬ ▬ ▬▬▬ bbox=[358, 113, 486, 707]
article-body: ▬▬ ▬▬▬ ▬ ▬▬▬▬ ▬ ▬▬ ▬▬▬ ▬ ▬▬▬▬ ▬ ▬▬ ▬▬▬ ▬ ▬▬▬▬ ▬ ▬▬ ▬▬▬ ▬ ▬▬▬▬ ▬ ▬▬ ▬▬▬ ▬ ▬▬▬▬ ▬ ▬▬ ▬▬▬ ▬ ▬▬▬▬ ▬ ▬▬ ▬▬▬ ▬ ▬▬▬▬ ▬ ▬▬ ▬▬▬ ▬ ▬▬▬▬ ▬ ▬▬ ▬▬▬ ▬ ▬▬▬▬ ▬ ▬▬ ▬▬▬ ▬ ▬▬▬▬ ▬ ▬▬ ▬▬▬ ▬ ▬▬▬▬ ▬ ▬▬ ▬▬▬ ▬ ▬▬▬▬ ▬ ▬▬ ▬▬▬ ▬ ▬▬▬▬ ▬ ▬▬ ▬▬▬ ▬ ▬▬▬▬ ▬ ▬▬ ▬▬▬ ▬ ▬▬▬▬ ▬ ▬▬ ▬▬▬ ▬ ▬▬▬▬ ▬ ▬▬ ▬▬▬ ▬ ▬▬▬▬ ▬ ▬▬ ▬▬▬ ▬ ▬▬▬▬ ▬ ▬▬ ▬▬▬ ▬ ▬▬▬▬ ▬ ▬▬ ▬▬▬ ▬ ▬▬▬▬ ▬ ▬▬ ▬▬▬ ▬ ▬▬▬▬ ▬ ▬▬ ▬▬▬ ▬ ▬▬▬▬ ▬ ▬▬ ▬▬▬ ▬ ▬▬▬▬ ▬ ▬▬ ▬▬▬ ▬ ▬▬▬▬ ▬ ▬▬ ▬▬▬ ▬ ▬▬▬▬ ▬ ▬▬ ▬▬▬ ▬ ▬▬▬▬ ▬ ▬▬ ▬▬▬ ▬ ▬▬▬▬ ▬ ▬▬ ▬▬▬ ▬ ▬▬▬▬ ▬ ▬▬ ▬▬▬ ▬ ▬▬▬▬ ▬ ▬▬ ▬▬▬ ▬ ▬▬▬▬ ▬ ▬▬ ▬▬▬ ▬ ▬▬▬▬ ▬ ▬▬ ▬▬▬ ▬ ▬▬▬▬ ▬ ▬▬ ▬▬▬ ▬ ▬▬▬▬ ▬ ▬▬ ▬▬▬ ▬ ▬▬▬▬ ▬ ▬▬ ▬▬▬ ▬ ▬▬▬▬ ▬ ▬▬ ▬▬▬ ▬ ▬▬▬▬ ▬ ▬▬ ▬▬▬ ▬ ▬▬▬▬ ▬ ▬▬ ▬▬▬ ▬ ▬▬▬▬ ▬ ▬▬ ▬▬▬ ▬ ▬▬▬▬ ▬ ▬▬ ▬▬▬ ▬ ▬▬▬▬ ▬ ▬▬ ▬▬▬ ▬ ▬▬▬▬ ▬ ▬▬ ▬▬▬ ▬ ▬▬▬▬ ▬ ▬▬ ▬▬▬ ▬ ▬▬▬▬ ▬ ▬▬ ▬▬▬ ▬ ▬▬▬▬ ▬ ▬▬ ▬▬▬ ▬ ▬▬▬▬ ▬ ▬▬ ▬▬▬ ▬ ▬▬▬▬ ▬ ▬▬ ▬▬▬ ▬ ▬▬▬▬ ▬ ▬▬ ▬▬▬ ▬ ▬▬▬▬ ▬ ▬▬ ▬▬▬ ▬ ▬▬▬▬ ▬ ▬▬ ▬▬▬ ▬ ▬▬▬▬ ▬ ▬▬ ▬▬▬ ▬ ▬▬▬▬ ▬ ▬▬ ▬▬▬ ▬ ▬▬▬▬ ▬ ▬▬ ▬▬▬ ▬ ▬▬▬▬ ▬ ▬▬ ▬▬▬ ▬ ▬▬▬▬ ▬ ▬▬ ▬▬▬ ▬ ▬▬▬▬ ▬ ▬▬ ▬▬▬ ▬ ▬▬▬▬ ▬ ▬▬ ▬▬▬ ▬ ▬▬▬▬ ▬ ▬▬ ▬▬▬ ▬ ▬▬▬▬ ▬ ▬▬ ▬▬▬ ▬ ▬▬▬▬ ▬ ▬▬ ▬▬▬ ▬ ▬▬▬▬ ▬ ▬▬ ▬▬▬ ▬ ▬▬▬▬ ▬ ▬▬ ▬▬▬ ▬ ▬▬▬▬ ▬ ▬▬ ▬▬▬ ▬ ▬▬▬▬ ▬ ▬▬ ▬▬▬ ▬ ▬▬▬▬ ▬ ▬▬ ▬▬▬ ▬ ▬▬▬▬ ▬ ▬▬ ▬▬▬ ▬ ▬▬▬▬ ▬ ▬▬ ▬▬▬ ▬ ▬▬▬▬ ▬ ▬▬ ▬▬▬ ▬ ▬▬▬▬ ▬ ▬▬ ▬▬▬ ▬ ▬▬▬▬ ▬ ▬▬ ▬▬▬ ▬ ▬▬▬▬ ▬ ▬▬ ▬▬▬ ▬ ▬▬▬▬ ▬ ▬▬ ▬▬▬ ▬ ▬▬▬▬ ▬ ▬▬ ▬▬▬ ▬ ▬▬▬▬ ▬ ▬▬ ▬▬▬ ▬ ▬▬▬▬ ▬ ▬▬ ▬▬▬ ▬ ▬▬▬▬ ▬ ▬▬ ▬▬▬ ▬ ▬▬▬▬ ▬ ▬▬ ▬▬▬ ▬ ▬▬▬▬ ▬ ▬▬ ▬▬▬ ▬ ▬▬▬▬ ▬ bbox=[596, 577, 650, 1129]
continued-note: (শেষ পাতার পর) bbox=[642, 1271, 686, 1279]
article-body: ▬▬ ▬▬▬ ▬ ▬▬▬▬ ▬ ▬▬ ▬▬▬ ▬ ▬▬▬▬ ▬ ▬▬ ▬▬▬ ▬ ▬▬▬▬ ▬ ▬▬ ▬▬▬ ▬ ▬▬▬▬ ▬ ▬▬ ▬▬▬ ▬ ▬▬▬▬ ▬ ▬▬ ▬▬▬ ▬ ▬▬▬▬ ▬ ▬▬ ▬▬▬ ▬ ▬▬▬▬ ▬ ▬▬ ▬▬▬ ▬ ▬▬▬▬ ▬ ▬▬ ▬▬▬ ▬ ▬▬▬▬ ▬ ▬▬ ▬▬▬ ▬ ▬▬▬▬ ▬ ▬▬ ▬▬▬ ▬ ▬▬▬▬ ▬ ▬▬ ▬▬▬ ▬ ▬▬▬▬ ▬ ▬▬ ▬▬▬ ▬ ▬▬▬▬ ▬ ▬▬ ▬▬▬ ▬ ▬▬▬▬ ▬ ▬▬ ▬▬▬ ▬ ▬▬▬▬ ▬ ▬▬ ▬▬▬ ▬ ▬▬▬▬ ▬ ▬▬ ▬▬▬ ▬ ▬▬▬▬ ▬ ▬▬ ▬▬▬ ▬ ▬▬▬▬ ▬ ▬▬ ▬▬▬ ▬ ▬▬▬▬ ▬ ▬▬ ▬▬▬ ▬ ▬▬▬▬ ▬ ▬▬ ▬▬▬ ▬ ▬▬▬▬ ▬ ▬▬ ▬▬▬ ▬ ▬▬▬▬ ▬ ▬▬ ▬▬▬ ▬ ▬▬▬▬ ▬ ▬▬ ▬▬▬ ▬ ▬▬▬▬ ▬ ▬▬ ▬▬▬ ▬ ▬▬▬▬ ▬ ▬▬ ▬▬▬ ▬ ▬▬▬▬ ▬ ▬▬ ▬▬▬ ▬ ▬▬▬▬ ▬ ▬▬ ▬▬▬ ▬ ▬▬▬▬ ▬ ▬▬ ▬▬▬ ▬ ▬▬▬▬ ▬ ▬▬ ▬▬▬ ▬ ▬▬▬▬ ▬ ▬▬ ▬▬▬ ▬ ▬▬▬▬ ▬ ▬▬ ▬▬▬ ▬ ▬▬▬▬ ▬ ▬▬ ▬▬▬ ▬ ▬▬▬▬ ▬ ▬▬ ▬▬▬ ▬ ▬▬▬▬ ▬ ▬▬ ▬▬▬ ▬ ▬▬▬▬ ▬ ▬▬ ▬▬▬ ▬ ▬▬▬▬ ▬ ▬▬ ▬▬▬ ▬ ▬▬▬▬ ▬ ▬▬ ▬▬▬ ▬ ▬▬▬▬ ▬ ▬▬ ▬▬▬ ▬ ▬▬▬▬ ▬ ▬▬ ▬▬▬ ▬ ▬▬▬▬ ▬ ▬▬ ▬▬▬ ▬ ▬▬▬▬ ▬ ▬▬ ▬▬▬ ▬ ▬▬▬▬ ▬ ▬▬ ▬▬▬ ▬ ▬▬▬▬ ▬ ▬▬ ▬▬▬ ▬ ▬▬▬▬ ▬ ▬▬ ▬▬▬ ▬ ▬▬▬▬ ▬ ▬▬ ▬▬▬ ▬ ▬▬▬▬ ▬ ▬▬ ▬▬▬ ▬ ▬▬▬▬ ▬ ▬▬ ▬▬▬ ▬ ▬▬▬▬ ▬ ▬▬ ▬▬▬ ▬ ▬▬▬▬ ▬ ▬▬ ▬▬▬ ▬ ▬▬▬▬ ▬ ▬▬ ▬▬▬ ▬ ▬▬▬▬ ▬ ▬▬ ▬▬▬ ▬ ▬▬▬▬ ▬ bbox=[596, 161, 650, 528]
article-body: ▬▬ ▬▬▬ ▬ ▬▬▬▬ ▬ ▬▬ ▬▬▬ ▬ ▬▬▬▬ ▬ ▬▬ ▬▬▬ ▬ ▬▬▬▬ ▬ ▬▬ ▬▬▬ ▬ ▬▬▬▬ ▬ ▬▬ ▬▬▬ ▬ ▬▬▬▬ ▬ ▬▬ ▬▬▬ ▬ ▬▬▬▬ ▬ ▬▬ ▬▬▬ ▬ ▬▬▬▬ ▬ ▬▬ ▬▬▬ ▬ ▬▬▬▬ ▬ ▬▬ ▬▬▬ ▬ ▬▬▬▬ ▬ ▬▬ ▬▬▬ ▬ ▬▬▬▬ ▬ ▬▬ ▬▬▬ ▬ ▬▬▬▬ ▬ ▬▬ ▬▬▬ ▬ ▬▬▬▬ ▬ ▬▬ ▬▬▬ ▬ ▬▬▬▬ ▬ ▬▬ ▬▬▬ ▬ ▬▬▬▬ ▬ ▬▬ ▬▬▬ ▬ ▬▬▬▬ ▬ ▬▬ ▬▬▬ ▬ ▬▬▬▬ ▬ ▬▬ ▬▬▬ ▬ ▬▬▬▬ ▬ ▬▬ ▬▬▬ ▬ ▬▬▬▬ ▬ ▬▬ ▬▬▬ ▬ ▬▬▬▬ ▬ ▬▬ ▬▬▬ ▬ ▬▬▬▬ ▬ ▬▬ ▬▬▬ ▬ ▬▬▬▬ ▬ ▬▬ ▬▬▬ ▬ ▬▬▬▬ ▬ ▬▬ ▬▬▬ ▬ ▬▬▬▬ ▬ ▬▬ ▬▬▬ ▬ ▬▬▬▬ ▬ ▬▬ ▬▬▬ ▬ ▬▬▬▬ ▬ ▬▬ ▬▬▬ ▬ ▬▬▬▬ ▬ ▬▬ ▬▬▬ ▬ ▬▬▬▬ ▬ ▬▬ ▬▬▬ ▬ ▬▬▬▬ ▬ ▬▬ ▬▬▬ ▬ ▬▬▬▬ ▬ ▬▬ ▬▬▬ ▬ ▬▬▬▬ ▬ ▬▬ ▬▬▬ ▬ ▬▬▬▬ ▬ ▬▬ ▬▬▬ ▬ ▬▬▬▬ ▬ bbox=[596, 1281, 650, 1506]
horoscope-tithi-time: দুপুর ০২/৪৬-২৯ সে: পর্যন্ত, পরে পঞ্চমী আরম্ভ। bbox=[736, 1175, 900, 1185]
article-body: ▬▬ ▬▬▬ ▬ ▬▬▬▬ ▬▬ ▬▬▬ ▬ ▬▬ ▬▬▬▬ ▬ ▬▬▬ ▬ ▬▬ ▬▬▬ ▬ ▬▬▬▬ ▬▬ ▬▬▬ ▬ ▬▬ ▬▬▬▬ ▬ ▬▬▬ ▬ ▬▬ ▬▬▬ ▬ ▬▬▬▬ ▬▬ ▬▬▬ ▬ ▬▬ ▬▬▬▬ ▬ ▬▬▬ ▬ ▬▬ ▬▬▬ ▬ ▬▬▬▬ ▬▬ ▬▬▬ ▬ ▬▬ ▬▬▬▬ ▬ ▬▬▬ ▬ ▬▬ ▬▬▬ ▬ ▬▬▬▬ ▬▬ ▬▬▬ ▬ ▬▬ ▬▬▬▬ ▬ ▬▬▬ ▬ ▬▬ ▬▬▬ ▬ ▬▬▬▬ ▬▬ ▬▬▬ ▬ ▬▬ ▬▬▬▬ ▬ ▬▬▬ ▬ ▬▬ ▬▬▬ ▬ ▬▬▬▬ ▬▬ ▬▬▬ ▬ ▬▬ ▬▬▬▬ ▬ ▬▬▬ ▬ ▬▬ ▬▬▬ ▬ ▬▬▬▬ ▬▬ ▬▬▬ ▬ ▬▬ ▬▬▬▬ ▬ ▬▬▬ ▬ ▬▬ ▬▬▬ ▬ ▬▬▬▬ ▬▬ ▬▬▬ ▬ ▬▬ ▬▬▬▬ ▬ ▬▬▬ ▬ ▬▬ ▬▬▬ ▬ ▬▬▬▬ ▬▬ ▬▬▬ ▬ ▬▬ ▬▬▬▬ ▬ ▬▬▬ ▬ ▬▬ ▬▬▬ ▬ ▬▬▬▬ ▬▬ ▬▬▬ ▬ ▬▬ ▬▬▬▬ ▬ ▬▬▬ ▬ ▬▬ ▬▬▬ ▬ ▬▬▬▬ ▬▬ ▬▬▬ ▬ ▬▬ ▬▬▬▬ ▬ ▬▬▬ ▬ ▬▬ ▬▬▬ ▬ ▬▬▬▬ ▬▬ ▬▬▬ ▬ ▬▬ ▬▬▬▬ ▬ ▬▬▬ ▬ ▬▬ ▬▬▬ ▬ ▬▬▬▬ ▬▬ ▬▬▬ ▬ ▬▬ ▬▬▬▬ ▬ ▬▬▬ ▬ ▬▬ ▬▬▬ ▬ ▬▬▬▬ ▬▬ ▬▬▬ ▬ ▬▬ ▬▬▬▬ ▬ ▬▬▬ ▬ ▬▬ ▬▬▬ ▬ ▬▬▬▬ ▬▬ ▬▬▬ ▬ ▬▬ ▬▬▬▬ ▬ ▬▬▬ ▬ ▬▬ ▬▬▬ ▬ ▬▬▬▬ ▬▬ ▬▬▬ ▬ ▬▬ ▬▬▬▬ ▬ ▬▬▬ ▬ ▬▬ ▬▬▬ ▬ ▬▬▬▬ ▬▬ ▬▬▬ ▬ ▬▬ ▬▬▬▬ ▬ ▬▬▬ ▬ ▬▬ ▬▬▬ ▬ ▬▬▬▬ ▬▬ ▬▬▬ ▬ ▬▬ ▬▬▬▬ ▬ ▬▬▬ ▬ ▬▬ ▬▬▬ ▬ ▬▬▬▬ ▬▬ ▬▬▬ ▬ ▬▬ ▬▬▬▬ ▬ ▬▬▬ ▬ ▬▬ ▬▬▬ ▬ ▬▬▬▬ ▬▬ ▬▬▬ ▬ ▬▬ ▬▬▬▬ ▬ ▬▬▬ ▬ bbox=[14, 573, 148, 720]
continued-note: (শেষ পাতার পর) bbox=[642, 567, 686, 575]
zodiac-pisces-icon bbox=[819, 1413, 833, 1427]
continued-note: (শেষ পাতার পর) bbox=[890, 731, 934, 739]
portrait-photo bbox=[258, 88, 346, 192]
zodiac-aries-icon bbox=[705, 1193, 719, 1207]
column-rule bbox=[589, 84, 590, 1509]
zodiac-virgo-icon bbox=[705, 1413, 719, 1427]
headline-flower-thief: আকাশে উড়ছে ফুলশিকারী bbox=[61, 349, 199, 364]
article-body: ▬▬ ▬▬▬ ▬ ▬▬▬▬ ▬▬ ▬▬▬ ▬ ▬▬ ▬▬▬▬ ▬ ▬▬▬ ▬ ▬▬ ▬▬▬ ▬ ▬▬▬▬ ▬▬ ▬▬▬ ▬ ▬▬ ▬▬▬▬ ▬ ▬▬▬ ▬ ▬▬ ▬▬▬ ▬ ▬▬▬▬ ▬▬ ▬▬▬ ▬ ▬▬ ▬▬▬▬ ▬ ▬▬▬ ▬ ▬▬ ▬▬▬ ▬ ▬▬▬▬ ▬▬ ▬▬▬ ▬ ▬▬ ▬▬▬▬ ▬ ▬▬▬ ▬ ▬▬ ▬▬▬ ▬ ▬▬▬▬ ▬▬ ▬▬▬ ▬ ▬▬ ▬▬▬▬ ▬ ▬▬▬ ▬ ▬▬ ▬▬▬ ▬ ▬▬▬▬ ▬▬ ▬▬▬ ▬ ▬▬ ▬▬▬▬ ▬ ▬▬▬ ▬ ▬▬ ▬▬▬ ▬ ▬▬▬▬ ▬▬ ▬▬▬ ▬ ▬▬ ▬▬▬▬ ▬ ▬▬▬ ▬ ▬▬ ▬▬▬ ▬ ▬▬▬▬ ▬▬ ▬▬▬ ▬ ▬▬ ▬▬▬▬ ▬ ▬▬▬ ▬ ▬▬ ▬▬▬ ▬ ▬▬▬▬ ▬▬ ▬▬▬ ▬ ▬▬ ▬▬▬▬ ▬ ▬▬▬ ▬ ▬▬ ▬▬▬ ▬ ▬▬▬▬ ▬▬ ▬▬▬ ▬ ▬▬ ▬▬▬▬ ▬ ▬▬▬ ▬ ▬▬ ▬▬▬ ▬ ▬▬▬▬ ▬▬ ▬▬▬ ▬ ▬▬ ▬▬▬▬ ▬ ▬▬▬ ▬ ▬▬ ▬▬▬ ▬ ▬▬▬▬ ▬▬ ▬▬▬ ▬ ▬▬ ▬▬▬▬ ▬ ▬▬▬ ▬ ▬▬ ▬▬▬ ▬ ▬▬▬▬ ▬▬ ▬▬▬ ▬ ▬▬ ▬▬▬▬ ▬ ▬▬▬ ▬ ▬▬ ▬▬▬ ▬ ▬▬▬▬ ▬▬ ▬▬▬ ▬ ▬▬ ▬▬▬▬ ▬ ▬▬▬ ▬ ▬▬ ▬▬▬ ▬ ▬▬▬▬ ▬▬ ▬▬▬ ▬ ▬▬ ▬▬▬▬ ▬ ▬▬▬ ▬ ▬▬ ▬▬▬ ▬ ▬▬▬▬ ▬▬ ▬▬▬ ▬ ▬▬ ▬▬▬▬ ▬ ▬▬▬ ▬ ▬▬ ▬▬▬ ▬ ▬▬▬▬ ▬▬ ▬▬▬ ▬ ▬▬ ▬▬▬▬ ▬ ▬▬▬ ▬ ▬▬ ▬▬▬ ▬ ▬▬▬▬ ▬▬ ▬▬▬ ▬ ▬▬ ▬▬▬▬ ▬ ▬▬▬ ▬ ▬▬ ▬▬▬ ▬ ▬▬▬▬ ▬▬ ▬▬▬ ▬ ▬▬ ▬▬▬▬ ▬ ▬▬▬ ▬ ▬▬ ▬▬▬ ▬ ▬▬▬▬ ▬▬ ▬▬▬ ▬ ▬▬ ▬▬▬▬ ▬ ▬▬▬ ▬ ▬▬ ▬▬▬ ▬ ▬▬▬▬ ▬▬ ▬▬▬ ▬ ▬▬ ▬▬▬▬ ▬ ▬▬▬ ▬ bbox=[14, 753, 148, 900]
continued-note: (শেষ পাতার পর) bbox=[642, 1167, 686, 1175]
zodiac-scorpio-icon bbox=[819, 1237, 833, 1251]
headline-obituary-latifa: সৈয়দপুরে লতিফা খানম লাকীর ইন্তেকাল bbox=[263, 195, 341, 234]
